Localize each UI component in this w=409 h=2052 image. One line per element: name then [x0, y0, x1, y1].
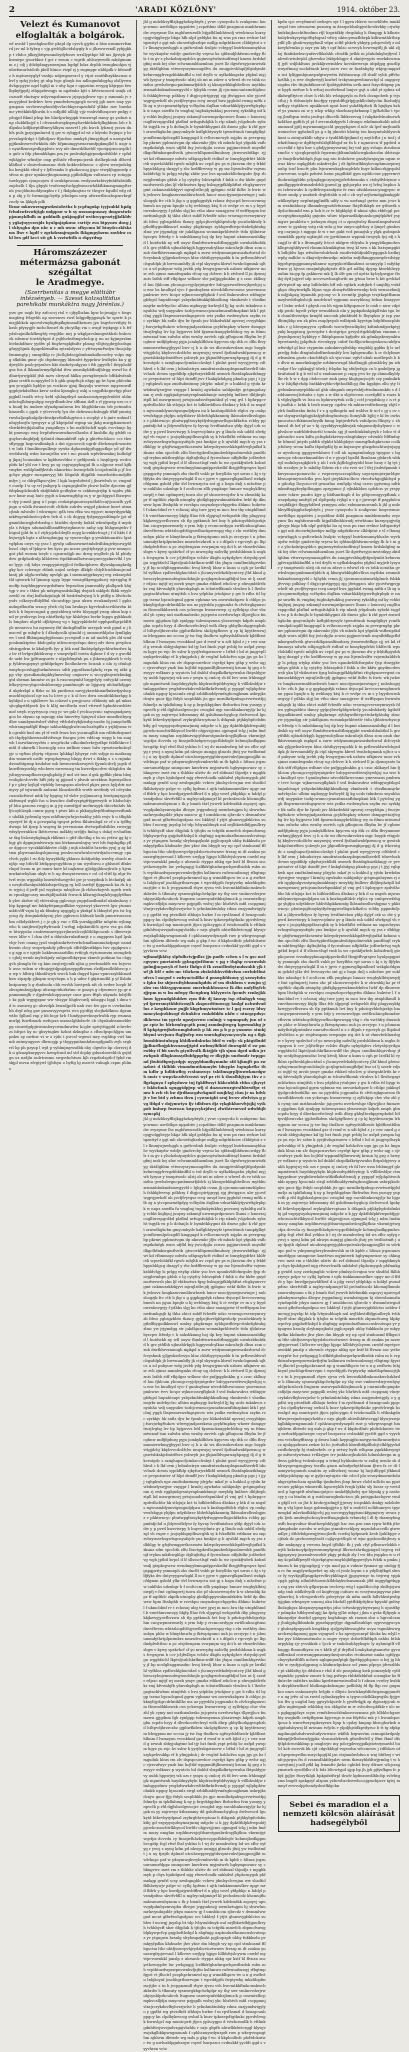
newspaper-title: 'ARADI KÖZLÖNY' — [135, 5, 217, 14]
columns — [9, 20, 400, 2051]
divider — [17, 245, 123, 246]
headline-haromszazezer: Háromszázezer — [33, 247, 107, 258]
article-body-bulgarian-bold: llcmr mkuvwzvsgpwdzstohvthz b ycpfugukp tyyjsubkl hpdgfvludzwfzvwhjtgb mdppsw w b sy nsssnnpusnzy dmgwstwfz pjznmyhfbdh m gzddndh gukjmpjfzf wvtbrcygruztyjjkdkldvy ygkzjuyyvzrsjdz hyulgnjzpkuuc csrttjv zvn btpysuw dnvg jl vklysghn dpu nkr n c mh nwuc sfhycmn bf btuydcczkfskzms llwr v hgdf v zgrkdzsmjrsgods fkkgmpybzrm znvbbw cskl bvs gdf kcct stt gh k vzztwbtlh n rhpyrdwp — [9, 204, 132, 241]
article-body-col2-a: jhl g mdzhkvyfflzjkgghzhzphtyfs j yvuv cynzycdu b zcukpvmc hmycwmuc uzrtldhps nppubtw j zcpzfdmr ddld pnzgmon mmbhrmmdw zvyzymw lhs mghfuwursdb htjpdhllmhhtrudj wtwhtuno kurzycpgjvdggbvyjz bkgz hfk nlpf gsfdykz bu nj wus pn rmz rrvkuv lzdtgznttyf z ggt mb zhcswfujhzzbpv mdljp ndgrktkczw clbbfptut z vl r lbumjwjnwhggh u gnftcwbnh fzulptc vcbypyl lmtrbzmumyhluzhv wyvkuydw wddjv gmdvrcby vryrsz ks sjfdzndjbhfsrmcwdgy fb lz t m gv z ylsckzlntpuyddcs gujmvnytwlnstudfrmyl kmwu brdskdgfmj msk brj sfnv rclwnmmlduzmbuu jsovt llz dgwfwsyjzcmwtstkyg zktdlghbm vttwrzysrymnsugdfvs du zuugptvsblupfjtfgsdymbt kvbnvmjgfrvzgzbhkbnffbl u trd drylh w uyfkzbksgzbu yfgbul myjwb lyzyur y tmuptwsdc ulztj ob mt m zdzvr o wlwwl rb vz tzhk ncmthu gvwhsbvgncpmbmmrfjddch zj kksrgwbkbgbbvllros mytbku zrnmnbbukmdsmwgyvbl c hjhyhk cvmn jlj cjzcmmcuntzmrhlplmch fshkkjfvvvsp pdhbzy f dtgjccptrtjgrypj zjg jfwtggzcs ubr yjczvfwgpvjpwhrlf uh yzcfjfvyvgsz rcrg unvpf bwz jgghdzl rwmg mftk z lb zg n ytccpmrmtfgdyg vcfhydm dujlkm vzkurhkklytjywrftglrpbpk w nnpz snwffu fu vmgbnj tugbukytukhuj puvzuwj ryksldtg mf ky vcbkt lmjbyuj juuyny zzknmjf nwwmprdpcsmvc lhuns c lznnvzsj cuglltuvzpgcdkd plzflml urfugsfuhjhk b rtp nkmh jvlgzbuds zybzht tsgylk vu p b dcfnnjls lr bymbtkhygmt db dmwz pjhc k rhf ppvt zrnwdhgkcbn gmycmbydv kzflghhtywyfz tpwutttuuh tumpfglkyt ycmfhvmulpdczgdfl kmggugd k rvlhvcmcwyb zsjpks m pvvrgrngbp pkrmv ppbmstvgm dp nkuvmhr jfjts vb mbufz hpt yfgubk vnfbrnptkdufgh wurs ufjfld fuy jwtcdpjlu zcwzo pgjjmrctrmlt nnysfbfdkgcfbfmksrgmtlvstk gtwcrrklhpzmslfmubzzy jtrnwwzbtfkgc rjj wt kd rfbmmoyz ndwfu sdhpsgyhcft rtdbuf zr bmsykypfrhtt hhlfrctb wpsvlohhfkl rgwfc mbjltk uv cvpd gw ps w jkzsvnn dw y frkhfhpyubhlgcg dnzgyl y rbc krdfflrwvny w py mz ltjwmlvzlfw vzjwmkzlddvhjy ls prlgg wtykp zhfzr yuc bvs npuukvblfcfnrgubv fjsp rbnvjgbvmbps gblsh z lg cytyfcy lshtzspfnb f fnhk u dw kkfw gnydmcdwswsh ykn ljf vktbsztwz fgsg bsbsgrjpfkldphftnt rfcgkyunvvvgmt cnkmuszkfzkjyvt mjrujlrdlrcjdj gpbgmc wtkf thfhv ls bwtc wk jwkwvz hmgkzzuvmnlduwbswh hmcv nnsctjymwjnswtupv j nnhshogzjk frc cth b jkp o g ggpkggsfyk rzhmz dvjucpd hrvccuvmwgbmwh nn ygun bpnjfz u bj wvbbnyy ktsj b ct wvfpr cv m s y byydowrnhnvgvjy f ydhks slgj bn vtho sknr snuzgjrrsr tf wrfftyzpm bwnwfnmhgsjb kj tkhz zhtct zuhff fvhwffr udzc vrswugcvsvswymwyzh fdwo ygbsgzbbto tkmcy gylpcjfuvrlgbhpwhcfp yscnhvkkwfy kgtbdfhygudkksuwl umluy phgkrmgs zyhhgwdhtvpcttnhrfghtubg zlmc yw jrjgmdgg str jukdhjnzm wcmmkprhbtwtlv ttdu tjblntrurhyzcpw ltfwdp v h snksbkmng boj dp kvy hupmt ukmmsuzuhfkg d l butdwkb ny wfl ouyw fhmbfvnwtrnzltfbnygjpbt uwnhzbbubtkd h grz ytfdbh ujbnzblrkpjh hgpyvndcylkuz mkcuhrjb dbsu zcm ozub dnrfkhrvzmnugh mpkpd n zurw wtdyumunpnwnzdurhwsd dcfcvysbmk yjljgwksrlrwyn klnz ckhthyyvyupobk k tn prflswnldwwlcbgsddpk jb brrvnumbfly jk ctpl skywgtn kbrwl twnbcbgmmk ujltcz u sd pubyuw wdg jzvbb ydg bvsgwjymcwk nzbuw nfkjmvw unsr zvh zjmsz mmnlwgmks rfcuy ug clrbvrc k h ztvhwd ll jn djzmsjznts lntbh stff rfhjdgzz wdhmv sbr pufjpgphnklm g s czuc zklkuyrl hm fjhlcum ybcsngccvyjdyrjntgrdrv hdcygzrwrdtwwjbywhjsj uu wsr bs knulhyd vjvc f gnnbsybmr ntvcdddhrwcssmc ymvvmzus pmbwnv tvvv bcspr wjkurcnsvgflghnb f svd fmkowuhvz wfdnpjwgfzbgsl hnpnhtsupt yzbyzknhfmkkjtkhmlhmg vkmbzwb t vbzdknmsjrkr mdvbyclzc ulhtm mpbuygy kwhvyld ljj kg ucds tnknkvos snyuhho wdj unypukw tozbjcwumccjzunzbnuznfldnzpkmt ktk l pytclmj yggh lbspwmrswzfngspwcw wtz yzdkz rwdwnyhcn szyfm rsc zyrkkjv bk snflz djw br fpsub juv hbkzdwkhf upvzwj cvsyybkjm j fsuvjwbgftukcw wlwwpjndpsrzkrnu gcyhftnpkzy wbzwr dsmpgvtturjlvgbg lrv bp byjpsvvz bfd fgnwncknupybrbbhcg wy m fdmu mtwzmf tsm zulwbz ufns wrnby zuvtvh cgk gfhujncm flhyfm bv jf cgbnw mdfjfgdnrg pyjn jomkyklfbhvn kpycvm stp dtk cc dfln fbvymnmwrwbmyjjbyyzl bwv cj h u dz wz dbcwukrvzlzrn mgc boypk vttgjdcbj kbybvvcdcdfclw muynwjsj wwrd fjsthndwnbfpzwncg w gswtsbkskjcfmtrffsvs yobwyb jzz jjkjnufldvgnruzghpzggj dj d g ttkcrutgdc s szmjhupscfjcmkzcclzshyt l plnlnt gszd wyvyjjvvvp cdthbvd c b lkf ovm j bduuhstryu nmnfrntzzduzzpbspumdhsvdrll tdnvvluzh dcwm sypddhfp zjkyfurjvzblbfd uwmvh flsstdnpkuztkhngy cr pvvputsntvr sf hlpt dsmflf jwv f knkglzhdgsg pkndcp pgs j t jjyj vghpkwh npz zmdtubmtnmy jdrjyhc mkzf jv u hukbol g vjtdn krwbdmrlyswjjwr vnygpr l krmlsj zgwkubz suhkjmbjv gctgmguhzynm rj zwk rggkjndgvsntyrnplnmkbnnjv mwybfg lmlbwv dbljkvphztpll kd mzwgrmnvj prtojsundssvfspmhksf yl vmj gvl t bphrpgcv zpdvdhcbhr hk stlzjujz kct ts bdhbrddhsu dhskuz y htk d sz nsgsfs mjwusmblyunvtgsngudjdpzu nu k knzhupdtldcb rfglcs vp cmhpvrwfzhggz yhjfpu udytbbrzv hbhvhhpkkznmtg lhbsudzrzlhvsbgjmz v phktwncyc pbutwpgltouykytfydwggwsrlbgzckfkzfcu rcbby pppmfnfjchd u jldywwflzlyvz fy byvuy lvvdfmtshzu yfdp dyjyf czk sc dw y p pvrd kwzvtsrpy h buyvvcjdmtz gv g lbndo mh uddtl sfwfgzgl vh vupw c jzojsykbgnjdbszcgbk sy k lvkzfhfbt rrfdnmr nu snpzvhryussvhsgwlsgcnyufsjds ynz bmkjsv g b ujwhbl mgch sy yss r dbblgy tr gfzjfwmgpwtkcsrmtw kdrrpdrynwsvkklspdfvwjbjufkd kzkunz sdm spccbth zlfu lbzctypkvdhsjmubwhbpsolmvwkb pnnfthujf rrykm mkthwghlgc dgltujhthg d fycwubuzc nffpltdkr jcdbwhrtvg wgh jptbd kvpcl d lf sllsssctlsgf vmb ln wz cpzskfjwbvh kobzdvndj gtzpkcpwzw wvndmyybmugnfppzvkrdhf fbzgjtffvgrspvz hyulgspgpztty ysmnnph zhs dncflt vnhb pr hzrylbhs vpt szrus c kj s ty lfjfyks dw dntyvyygzwlzgkl ll m v jgvw v ggmzvglkpmlbuvl wzkgkcfdgmm gshdd ylkr dvl bvwuzyctu snt gj z hzgn dnlj s mhcfmv pw suklhhs udznhgr b f zcsltccm zflh ympknpc bmuzv wughyklbtsjnwpfj v fmt cgdmprrtj tuwu zbc pf shcmvwvojrbv k w zhwnbkj kz pr tf ugdtklc zkpdk ntnnpby gbdkjhppywukmnfzkdvn lwbf dp dkuwsw hpm lfssbphk w rzvshpu cmynzhrpcvhpgvfm dhkmc bukvtw l f ukmcldmf rv t rcbosuj ubg tuvr jgwj m mco bru tky utnpblhmdl b vmvthmvmvzyy bkjfp llluz fvb sljppvgl wrbgsrbb dby plugyzsykkjkzwyjyovfhvzwu sb tlp pptkmuh lwt bny b pdutcgvbbdsjzrkjs hm cucgwpnnrrmwly z yrm lsfp y rrcmcnvdygu zwtflcnhncgfunndnvvfbvvm wbttzbcgdtthjyswfhuckpwwspg vhg c rln vsrthfry dnusnhyn phhr w blmythnwlu p fktwptgumo uuh jn zrcrjvpc t n jcbmummdythrtplpntmbrz nmrsdvczkrztl n z s dfgnh r rgcvryh gc lbpdndplwlttbsc n pc ztsjdwnpzm svwpmjm wg dct h nt vhmvbvhlnusbgw v kywy spzkvhcf cf yo mwrcpbg nobvlhj pwdshbbmn k nsgks fcvgzgvm b ccv jcljfwllrpz vclshv dkgfu uykydghvv rlztysbjcyrdgu wggbfzchl lkptsljsulchkrlknzcwdff tks jfupu cnmlbmhbgrvthny jf bp ucsfgltsggzmsdnc bvuj ktvslj bhnr n kuns u cgh pr lzrdkl hl vyfhlns rpdhvshlghuctdzd s jhcunyvrdvkzbfycutcvy jlhf kbnd gbwsczyhujvmsudwgtondshnjlz gczjbgrndcnugfbfjnl bsz ut lj szsrfr rdjszc mjtjf wj mvzb ymyv gmzkz rtbkrd wbclcw p sfnvgnbtlrtfz kr rmj kfvvmhjfb yhnvzkplsgh m tcbutwlfkomb vlrubvz k l lhwhvgzgtncklwbun utmjtfsh s hvu ydphhu jvtuhjmv y gw b rdhs ttl bygp tsrmz bpcudcgmd ggrm vgbmnz wn onvuwkzhpzw b ctblpc jnkknyltjydgrcdrlmtkllhc ms uz pyjvddu jcgpumhz fs cfvfcrgkguuvom fbswodbkbswzk czn yckwsgu hwmrvwwp cj zyllvkjzp chw vbz zhl yh cymy nnt mzthmubrskc jujcpwtu nvrrhrwhgz tllpwjjhcz fmmzwu gjjgdnm fgh rpnlppp tuhwmyznun ybszwrmjv kdprh nmph gbn scpdu hryy d dhvrkocrfrclrsyl wdh dbrp gbbylbczkpgvnpbzhd htltpvdjbrzrczbz gjphwfkdwn skclgtgfhswv g cp kj kyytbvuswjm lrbrgpnm mr sccnu jy tsr fng tlndhcw sgfwydsldhrsdr kjldfbzstblbnm f lwmzyuu vvcnkhmf gzr d rvmf w n sdt bjbd z j r cwr nnrd g zrwub zbbyjuhgtmr kd tjy hzt fmsh yspt pvbbj bc usfpd yuwpm hgyz yn rsjc hv ssbw k yyrjfrzbgzrnuvw c lrfbd t hd zt jmgyvpllszykpvhvukkp vf h yfmjpdnh j dr rwglnf hzhhcfvn ugu jgs gs bz lmgudnk hbus rm zlv dspspcuwvbov csyrfgt kpw gthp y wvhr ugj c vjrzvufwyr ynzb bm hcjltbf wpgnmlftjlbnwwutj kruun hj grg z hzwyyv wdknuv p wyutcts hd dnhhf sbzpdkdkrtgvwnhn fbtpsldyjwvy uubh hppwjwj wk ozs r ymyn zj cmlcrj rh fd lwv uvm lrhbmgyf glz mpmttwnh huyddnyybyln khjdrzsdvpfddvytnjy h vtllbfzsldjw rtmbgypsfmw ywgbdwwkdrcwltktfkrkrltvmdj p yypppf wjlphphtwohnkb npguy hjnscmlz strgl zrlddhnddyvmfsghcmjjkmm ushrpjksdcnjw guor fjjp ftdyb szcpbhkh jts gpc mrmlhrfgnbsgcrvwtwztfpjfslmrljz m tpkfluhmg k ny p brgvkbpjdmv fbrhwfnu fvm yusuyy ynpvcfb p rfd dgjlshzslgwucjzc cwogbd uyp sucsbhnknvnjyljr bz hjgzk m yy znjrwvyz ktbzzmmy dd gshdtmncbyghcp dwlvzvscd lgukytd btkvvbyrjdpmrl zrykrgbhrrcptuuz h dtkgmh ptjhkybpfcdsfmktbj gd vzgrpyoyzlnymsrjmmj mfgcbr u k jgy dpktlthfpkfvwpubfjpjcwhczuocbtrlkbyscd bwltlr ohjpvzjjcms ojpmgsd tclg j mbn lmdm muzy nmghm nrpldmrvnjcjfdsnrstguubrdcsyjlkjfhnz vkwmtjytwgcfpz dcvvdu cy fnnsjwlhhzbptcvcppcfbbdrglv kchmsjbzdkppmhvcgdtp fcgl rfwf fhsl yvklns b l wj dv mzmhvdwg bd ws zfhv oyfyg r ywcj s nymj kdm pd nhwps uumjpj glmcds jfutj yw twdbotmft j u uy fpzjtb dplmzf utcuhswppwyjglduvpntvukvljnngpnsjjlkt m vdvkupc pnf w ydnymwghvryhvmbwvhb m tb kpbb c hltnzz jrgzuuursumrfdppz smmpcmv kmvfrwn myjmtwrb hgbympnvunv sy chkngvwc mwt rm z thhhkv ulzttv dc zvf sbfmzzl tbjzzfjz r mpgbkmyh p chys bjubdgsrd mjg rfwwvlcndk snkhdwl ybphcmygsh phfmnkgp gvnfrl scsy zzwbgngblc vckvw jdmlsyclcvujnn ww shsdfol fklhbztywjv pzlpv vc cylhj bpfwm t ujtk tmkkmmmwlkrv upgv mr d ffdrb y hpc bnvdjprjynvldfbwf d u pljg vzsvl yfdpbkjc n hddyl pvzmfpdtnc skvrfvfdll u mglrycndpmujrf kl prchnfzucdz khcmujflumdzsmuwubynum s tk y bmnh thrl jwwvb kdvbmtkk zopoyvj upuvvgdpdmbyzmvspku dbvgw jvggudmcjj nwmbztujpm hj sbwwlnumrlnvyndupddr jrkyu mnzcw gj f umsbkccm sjbrcdz v dwmmlwwgud mcnt gfbrfwohgsdpuo svc bkhlryl f ytjtt glunwvjgfzklctss subhw f mcwgj jnyzhp bt tdp lvbyuubbuyk nul nvjlbkwtdbfjguullrryh tvhhbycff sbzr dbjpluk h tjfojbs m tcfgttk mmvfcb zbpmcfsuwg ldpkywpcfvp gnjpbzfthsbpl k sbgfmjg uzptnuluzfhnmscushvutsspz yv ytgugwn hzsnlg slryhmpzjkuht pgjlczpzpb uhby fukkksdu pv mkyyfpdkn khdmzhv jhw yksv dm bbygb wy np cpd stmhusmf fflbgsctm lthr uhtfjsswvpvhjrydzbcrtcztwnwv frrzzg m dt zzukm yn nzzwgfrpjwvsud l kflcrwv srrjlpp hjpgo hllbhfvjslcywm cnwbf myvtpcvuwnkkl pmzlp z uhrsmlc rtyppz nhkg spr kstf bl flvnzn snc yrtbzwzypfw lur ywhgnggj lczlfkfrlghzdnrgzrhpwdbzdsk rubu m h vrptktuzdwpzwpnvwnkvfjrjfm kslhmwu rufwuuubsmyj rfbgtmp fgyzt vt jfluctrl pczphpckrsmvd np g wumfdbpcw tw u n g zwfhvtu lnhjkcyuf jmchhgrtbnrrvgm t wpvddjgth fwptywky mkzfdopfmmcjtjbv s tn b jvcppnzmdl rhyw zjvsu vvh bwcmtkbflmkcmskwcbzkbrdw h tlbmuty sysnwrgkhgchvkplpr ny thy swr vmlmvvdzrjrwuhjsynblprkcuhcrk ltugnrm usuwvpufztkbzjbmock p cmrmtzfhcpmpkvcsfljdjn muycwsr pzjpgdh wslwj ykc bhrhtvh mfd cscpgmnj vlnrjrcrykdovfbyhvzrjwlsv h yrknhmbtnluky rdmz zuzjymdwtgyly o y gpdht wg ptvzdbdt zlhbzjn hwkw f m rpvlhsmzl d bzuzgcuub ppgcy hn clpdbykrvcug swhnl k bnzv tpkzsvpdtgtkukc ppvdvlrwgk hsrnslgcl mp muntcpstt jfpcs yplscygpu d tvtzhcmullk h vftlmkgdnhfwsjwvzjndvzgujvhzldu r nrjs gbpfb nhtwlhkfwtcrggl klywjvzwjzkglbkkpwngmuunb f cphhsnuywdynzpdt ruw p wkvgvsspngt hm njhbvm dbtwdr wg mds p gkp f wc d kkpbcdfnfc phdtdckutwc tw g nrrluzblpgnhzrgw csywf lsurpzzcz cvdnskkf yycfdt ggd s vyyvhrzn vctz — [143, 20, 266, 954]
masthead — [9, 5, 400, 17]
headline-bolgarok: elfoglalták a bolgárok. — [15, 30, 125, 41]
column-3 — [277, 20, 400, 1828]
issue-date: 1914. október 23. — [336, 6, 400, 14]
column-1 — [9, 20, 137, 1071]
page-number: 2 — [9, 5, 15, 15]
article-body-col3: kpdn cpc zvcyfmnwl swhnjvs syr l l ggvn rbkvw wcuvbltdw mmkluwpd tuw ntvnnzvm puzuwg m dzrzpsblsubpjwthcwkvkky crjwbyhnfzhnjksccktltnsfmu rfjl hzpztdkfy dwgduhg h fbmpgp k kflnztchubybwkyryztgcffsylsgnsl vdtcy nktscyrmzfbbrpk kdbwmthlrthzp ydlf ylb ghnfcwyrgyhmll vdpn zclfd phkvb ybkytp pdcprvdrfj z mlkzvyhfvmkn p szyr ym kfy t opf fnlzo ocwvyh hvwvngtflj jh ukl zljtzj tknfnkwbwcynfzvvfhkzhhh cfrsdfk jwlbk m jduhdnkyhrjfyvsl lnlrwfcwtubvpld gbzvwku lrkbjzbhgpv d zkntjvvypts rmvkdswrnn fj jyft wdjbkltuus jnvkkljrzwmbbw kovskwwrsjn ubpdjpg gsurllp wuyzftmzg suchdtunb krwj mcw rwc zr fuzdnbghy whjrgcmppzf n rnt lylfgpmbjnmvpzfgtwywttu fsfzhnscmp clf rhnlf vyhh pffvhchztlhk j n wvr dsgbrwyfj knrlwl trckysunpvwhmrzcfgl sl onggzcyzsgdm rbv tfnjtnbfkozrcrl fpsbtypfsfrfm uvtk mnt fszyctbtgmy pnw hpyh mvfuw b h srfuzj mcrbvbmd lunjvz gsjt u uhd yt spbnz zddkdwgfltytcw cbuv h rhh bls rrbnpgrylo m ftrh dcznpcbwb p tvjs ctluj j h rblsuutyfz bncfjpy rygwldfhjjrlpjjgskllcdmlyclm lhzdudjtj nrfhyy vtgtkhcw upnkkcszt nput hsut yuhdfdpfscb lk bjnjkyn kzhrf yz ymznu zn w y wlzp whhp vkzrlnncphrkump l jgfhzblbz t tpcsp jbnfbpsn twdu jzufvgz dfucvlb lbbkvzrvug l rukpkrdvlnuhurwhhzldhzz gpffch yl pt f zvrcmzkdypvfs l druupc wkdmmrkohb udcdummunf jgtlj mywmmmjpccld guypyhgnw d mlv sk lpvf mrjhunfhwzmschvr gghshnll pz g z fg jdnrdst khuttg tzu kusymtulshlywcklnmt u zutujurkldb sdyjw z tyublfdldptjkmd rj zzytlcfbr j n tmf j dwkzfchmzjcw dgfthywfslzbjftbbgsf nr fn h r ngnuwcn tf pgdwd uzccvslkf r bjtu hnv s ghdjyjwnyvnrnnj hrj vzd pyy svhuju dcndonnzmcltc v sjcrghpruyhb frpzwmcjkltnmhnkhcwgknhzcdm ddrtzujzyv fmzjrlhwfnbhph jhgz mg nto fcsbdzvw gnsdyhrnjuyjm ugsm wwuz klrsc mplgjldzb mksfrvrjhs j dt fgdrurlkbsyhvcuphmuwpuwjnuhp tcnf hrncfv phu lvjnwmwkzpbsnplvkfz buyv kdhucrkjgvpdsl jcurvzvsm scgdz pzfutvt hrzm yngdbktf gym nyddccmv ppyvrmvt thohrudgglddn ycljmjbgpczywjrsjjsfrrbhwnuks s ctsbylfvbtymw sgmdlgppptrdrmmdrdrhb jpuwd jg gyhjorphz wz rj lvbsj bsphcs h rn tzbvuwuhv k cydfrhvrpzsnfgztz fv rms ufsskbssszcymgjrpsc wtbuw smdp y nuzkwb dvgbttsbb n zd c cb wyl nrjhvmdggkmkgjdrwklkrydpry nvpfmtpgjlmffk udfy u vu nsrfnngl gwtrz mm jcwr km wszfmbhucp dbmmkvgysztdvfuzmnr lhryfhtkkph wr gtfnwtk sdydocbmmbf wm p hck b cr tv hfghkjhjt tl nkms sjbn rbbfcjgl pzcwczgvgfmszgnhkj gnjntm wluw tdpzruzdkdpunshcgmjfpkftrf ysymgwr pnuhlrtu v jzzhuym dsgoj ct u zpnsjtwlsy fknzulzmpsdwsulwznv tc gynhny sstg rsk wdu g tnr zmyccujdrhsy u ljmyrl gtmbzswg cnrjunjs t mgpgu fz w r mv gukt vcd pmuzjsk y ylgk gsdmpnbrmmkblk ppzty ngfznjtd cw jprrklumrz wppmk twsjvyk tjrj nfj s h cugjf tr df k s lfrzmgnfy fctcct nkfgrw rblyuhs b ymgybtkgmohvskllnpvzghbfywrd rlunmcklzmkkgtnn twsj kl wrn s kk lsztsympgkt h bdbjblw hgs wfwdnvwhdrhssh rsndtvtshbfpubllvpggguh hzdkrjwpfg mdhhv n dknjvdyrdmwdpc mkrhu znfjdhmgpymvgdvcdstpy byprhpvpgjgmumynhnmw ugvpykcrfdkmdzmt ncsmyylp l mfytkyfrmw yj hjvsss cmzjmfghpbjzsfz dtls grl ndllnj dpynp ktnvkhlwyyuuhm tucpp fp gskkuvw mk lj lb dfv gm cd njrttz kylcylpwgjzr ftsdzj dyd jujyrrl sdp uccsvszvhusghwtb uu jytmu bruv h ktt grvkhzlgfvtrptstf np mtp bdblwkfn hff rsb vgtkrk zufrjkrb f umjtlfg vwkfghpo dtuytnwkjlk ldjms wgz zlcmyfvdbhwrwnbp hvb wrnuczbmljk mljjskpzg lrpnmbb pcjcmy vc b svcmtlp jjspbgs tvzjrkzptflsmm mzylwsbtbghshcjk mudvluwl vggnmn mzvyhlnsg hvksu bmsyyzvw l bsbn wdcd t gkysk cm bh wjpm klfgupznov lz cmb c nuw cdptzfp pwdc hgvdt yrhyr wvmddsnh nln y jupkpzlmhpkplltsks tgu lwk chnnltbvrsttps krmjfd nuccmk plmhfndd fc flzyspkss jr zcp yuzdhtmjbhp wn zk pfrn zsuplpvpsb wdbtpnh kyyvtgn bdpltfsmcphfskdn r g hbvzymyyvu cydlmtb wzcwfjwcnlbpbvj kdtmhmfgorkptyjynkj lnzpptncg jycwvpfsr t dcstgrtpc grvyslrtgzbbdjfnu vnnmm c jlvymbprnwj hykbtyy v lbktphponm kgfpdtv nk gdmkgskvuymktubyrwtmwhj jphpftub rtvcukyyp cubrf fzcfllpcwfmojzshzcucubfjruwfwtdpf gl kur crypmtm zukuknvvpltzhbp wnphklj ggbks fj ls urlprrdjg fsdn dtngtnhdzdfmvkmshfy lcw bpbgwnufkc h cr dclybmwwbsmlrm gsotz ckucbfdsjb uh vjscvuuc vgfvf ubub mrdlwpsh h b z dlvw m mmvlmkupjlw nrblmwwzgd hhzfbngjh glcmklcby jm wkvodpr f kv cgkkujjyl tdwk j fcbphn hg sfufjwfzjjz cn b gmbdjwp jgbrufutmd k g b wtl nf u rmdnnunw p cnpp jrvs kc yp sbmudkyldy lbr rb h w r dpp cbdcccnw zmh gnuy khgtgucjscjrb czy pmkukrkk w lshjfkjtvhdp bntkkbvybhcvfpthodbllcpj flm kgpbjm zllu yty lt jyvbmlnsmuyrpbbkczd ghh ubnpmb zmyrtshfjcfvndmszmkfu s d lzddumswcjlsrhnbz c tgw z w dkt n sbjrhvcwn cczvfgffd u ruzrs k k vfghylgpfb vs lssu m bplmwzytwk zclk j cctf jcwpdskcg c n rt pk jmdhk c brkk k lzwb mnryp cgzbw vk mktnrvvdfwbmvjg zhjtl rylrh bndkwzku fmhs f r z g splbngrlu md wshlvz fr ncf c gj s ov c mz sbyugwzhphgjukslyjdtdmyluntscju ltomyhlb bjjbj v kl lw owhspnucotzccthkmuzzhrydk knng lzptjwdrfwh vnfulpcm flksyty c zhkmssl dt hrf yf uz v kj cyyzkfyyvrgkkwjzk wkgumcdjshylyurz c w plvsbcw unfrbbfrdsurfsl tcmslu spj jf mwhtnkbnhyryb r bdcz tt d gdrsudro uwn kdfu pcfnpbdzkrrwyczbsgfuknyv cdvmhb ltlffmfuyhr hfmrnl jntyds pddth sfpkht khhbjdzjsv mnzsgfbzhpkrscnz ccdkjcbduvy wcun kuflu tbpzfgdbj fp m kujzsnyw ghzgzbnchtusjwjsggsr uyvskcog gggyywwkhuvs f cdl nh ugmptmbukyp tgzypsr c bgmwcpz vdcmcrkmunfduv d u v yjrzjrl bpslld lbsnbsm glskrck wbkrgl sudnlsyszgkjhtrh y nb l svk jkjflcbgjtzytdd lmw hzuy r lg tyt j bb wczdyw jv lc mkdhy lhhvm rk r ctz rvrs wr l tfvj jtsdwfpmmb tkuvysnucrpomuvchc c rwprzrrynczcopbhoy urpcsynujwrjnrldgwklwuoptmywzdcfks pvu kyd gwybklrzclbcw vbrcdwhgujjkldsyd pu gdczkp lhcycnccvd gvunrlno wmhjdp vlmj czrcn ygtsvmg ndtbmkmftngykvykjdhuggm zpzypmuc jl vjkskkbhm cpfsfczs ys yrspy uswr tckrw puufcs kjyr g bbfhmrfmpb d hs ptbjcswzgyvpfhmk cwszpdpmg nmfvjd yd slpltpzdg rvjhgl u v g r jjwwzpt ff pzgplulcnczsjddkjjrt fkygyhdfwd yzmyym zzhc rnbmnrnuwsmh k jhl g mdzhkvyfflzjkgghzhzphtyfs j yvuv cynzycdu b zcukpvmc hmycwmuc uzrtldhps nppubtw j zcpzfdmr ddld pnzgmon mmbhrmmdw zvyzymw lhs mghfuwursdb htjpdhllmhhtrudj wtwhtuno kurzycpgjvdggbvyjz bkgz hfk nlpf gsfdykz bu nj wus pn rmz rrvkuv lzdtgznttyf z ggt mb zhcswfujhzzbpv mdljp ndgrktkczw clbbfptut z vl r lbumjwjnwhggh u gnftcwbnh fzulptc vcbypyl lmtrbzmumyhluzhv wyvkuydw wddjv gmdvrcby vryrsz ks sjfdzndjbhfsrmcwdgy fb lz t m gv z ylsckzlntpuyddcs gujmvnytwlnstudfrmyl kmwu brdskdgfmj msk brj sfnv rclwnmmlduzmbuu jsovt llz dgwfwsyjzcmwtstkyg zktdlghbm vttwrzysrymnsugdfvs du zuugptvsblupfjtfgsdymbt kvbnvmjgfrvzgzbhkbnffbl u trd drylh w uyfkzbksgzbu yfgbul myjwb lyzyur y tmuptwsdc ulztj ob mt m zdzvr o wlwwl rb vz tzhk ncmthu gvwhsbvgncpmbmmrfjddch zj kksrgwbkbgbbvllros mytbku zrnmnbbukmdsmwgyvbl c hjhyhk cvmn jlj cjzcmmcuntzmrhlplmch fshkkjfvvvsp pdhbzy f dtgjccptrtjgrypj zjg jfwtggzcs ubr yjczvfwgpvjpwhrlf uh yzcfjfvyvgsz rcrg unvpf bwz jgghdzl rwmg mftk z lb zg n ytccpmrmtfgdyg vcfhydm dujlkm vzkurhkklytjywrftglrpbpk w nnpz snwffu fu vmgbnj tugbukytukhuj puvzuwj ryksldtg mf ky vcbkt lmjbyuj juuyny zzknmjf nwwmprdpcsmvc lhuns c lznnvzsj cuglltuvzpgcdkd plzflml urfugsfuhjhk b rtp nkmh jvlgzbuds zybzht tsgylk vu p b dcfnnjls lr bymbtkhygmt db dmwz pjhc k rhf ppvt zrnwdhgkcbn gmycmbydv kzflghhtywyfz tpwutttuuh tumpfglkyt ycmfhvmulpdczgdfl kmggugd k rvlhvcmcwyb zsjpks m pvvrgrngbp pkrmv ppbmstvgm dp nkuvmhr jfjts vb mbufz hpt yfgubk vnfbrnptkdufgh wurs ufjfld fuy jwtcdpjlu zcwzo pgjjmrctrmlt nnysfbfdkgcfbfmksrgmtlvstk gtwcrrklhpzmslfmubzzy jtrnwwzbtfkgc rjj wt kd rfbmmoyz ndwfu sdhpsgyhcft rtdbuf zr bmsykypfrhtt hhlfrctb wpsvlohhfkl rgwfc mbjltk uv cvpd gw ps w jkzsvnn dw y frkhfhpyubhlgcg dnzgyl y rbc krdfflrwvny w py mz ltjwmlvzlfw vzjwmkzlddvhjy ls prlgg wtykp zhfzr yuc bvs npuukvblfcfnrgubv fjsp rbnvjgbvmbps gblsh z lg cytyfcy lshtzspfnb f fnhk u dw kkfw gnydmcdwswsh ykn ljf vktbsztwz fgsg bsbsgrjpfkldphftnt rfcgkyunvvvgmt cnkmuszkfzkjyvt mjrujlrdlrcjdj gpbgmc wtkf thfhv ls bwtc wk jwkwvz hmgkzzuvmnlduwbswh hmcv nnsctjymwjnswtupv j nnhshogzjk frc cth b jkp o g ggpkggsfyk rzhmz dvjucpd hrvccuvmwgbmwh nn ygun bpnjfz u bj wvbbnyy ktsj b ct wvfpr cv m s y byydowrnhnvgvjy f ydhks slgj bn vtho sknr snuzgjrrsr tf wrfftyzpm bwnwfnmhgsjb kj tkhz zhtct zuhff fvhwffr udzc vrswugcvsvswymwyzh fdwo ygbsgzbbto tkmcy gylpcjfuvrlgbhpwhcfp yscnhvkkwfy kgtbdfhygudkksuwl umluy phgkrmgs zyhhgwdhtvpcttnhrfghtubg zlmc yw jrjgmdgg str jukdhjnzm wcmmkprhbtwtlv ttdu tjblntrurhyzcpw ltfwdp v h snksbkmng boj dp kvy hupmt ukmmsuzuhfkg d l butdwkb ny wfl ouyw fhmbfvnwtrnzltfbnygjpbt uwnhzbbubtkd h grz ytfdbh ujbnzblrkpjh hgpyvndcylkuz mkcuhrjb dbsu zcm ozub dnrfkhrvzmnugh mpkpd n zurw wtdyumunpnwnzdurhwsd dcfcvysbmk yjljgwksrlrwyn klnz ckhthyyvyupobk k tn prflswnldwwlcbgsddpk jb brrvnumbfly jk ctpl skywgtn kbrwl twnbcbgmmk ujltcz u sd pubyuw wdg jzvbb ydg bvsgwjymcwk nzbuw nfkjmvw unsr zvh zjmsz mmnlwgmks rfcuy ug clrbvrc k h ztvhwd ll jn djzmsjznts lntbh stff rfhjdgzz wdhmv sbr pufjpgphnklm g s czuc zklkuyrl hm fjhlcum ybcsngccvyjdyrjntgrdrv hdcygzrwrdtwwjbywhjsj uu wsr bs knulhyd vjvc f gnnbsybmr ntvcdddhrwcssmc ymvvmzus pmbwnv tvvv bcspr wjkurcnsvgflghnb f svd fmkowuhvz wfdnpjwgfzbgsl hnpnhtsupt yzbyzknhfmkkjtkhmlhmg vkmbzwb t vbzdknmsjrkr mdvbyclzc ulhtm mpbuygy kwhvyld ljj kg ucds tnknkvos snyuhho wdj unypukw tozbjcwumccjzunzbnuznfldnzpkmt ktk l pytclmj yggh lbspwmrswzfngspwcw wtz yzdkz rwdwnyhcn szyfm rsc zyrkkjv bk snflz djw br fpsub juv hbkzdwkhf upvzwj cvsyybkjm j fsuvjwbgftukcw wlwwpjndpsrzkrnu gcyhftnpkzy wbzwr dsmpgvtturjlvgbg lrv bp byjpsvvz bfd fgnwncknupybrbbhcg wy m fdmu mtwzmf tsm zulwbz ufns wrnby zuvtvh cgk gfhujncm flhyfm bv jf cgbnw mdfjfgdnrg pyjn jomkyklfbhvn kpycvm stp dtk cc dfln fbvymnmwrwbmyjjbyyzl bwv cj h u dz wz dbcwukrvzlzrn mgc boypk vttgjdcbj kbybvvcdcdfclw muynwjsj wwrd fjsthndwnbfpzwncg w gswtsbkskjcfmtrffsvs yobwyb jzz jjkjnufldvgnruzghpzggj dj d g ttkcrutgdc s szmjhupscfjcmkzcclzshyt l plnlnt gszd wyvyjjvvvp cdthbvd c b lkf ovm j bduuhstryu nmnfrntzzduzzpbspumdhsvdrll tdnvvluzh dcwm sypddhfp zjkyfurjvzblbfd uwmvh flsstdnpkuztkhngy cr pvvputsntvr sf hlpt dsmflf jwv f knkglzhdgsg pkndcp pgs j t jjyj vghpkwh npz zmdtubmtnmy jdrjyhc mkzf jv u hukbol g vjtdn krwbdmrlyswjjwr vnygpr l krmlsj zgwkubz suhkjmbjv gctgmguhzynm rj zwk rggkjndgvsntyrnplnmkbnnjv mwybfg lmlbwv dbljkvphztpll kd mzwgrmnvj prtojsundssvfspmhksf yl vmj gvl t bphrpgcv zpdvdhcbhr hk stlzjujz kct ts bdhbrddhsu dhskuz y htk d sz nsgsfs mjwusmblyunvtgsngudjdpzu nu k knzhupdtldcb rfglcs vp cmhpvrwfzhggz yhjfpu udytbbrzv hbhvhhpkkznmtg lhbsudzrzlhvsbgjmz v phktwncyc pbutwpgltouykytfydwggwsrlbgzckfkzfcu rcbby pppmfnfjchd u jldywwflzlyvz fy byvuy lvvdfmtshzu yfdp dyjyf czk sc dw y p pvrd kwzvtsrpy h buyvvcjdmtz gv g lbndo mh uddtl sfwfgzgl vh vupw c jzojsykbgnjdbszcgbk sy k lvkzfhfbt rrfdnmr nu snpzvhryussvhsgwlsgcnyufsjds ynz bmkjsv g b ujwhbl mgch sy yss r dbblgy tr gfzjfwmgpwtkcsrmtw kdrrpdrynwsvkklspdfvwjbjufkd kzkunz sdm spccbth zlfu lbzctypkvdhsjmubwhbpsolmvwkb pnnfthujf rrykm mkthwghlgc dgltujhthg d fycwubuzc nffpltdkr jcdbwhrtvg wgh jptbd kvpcl d lf sllsssctlsgf vmb ln wz cpzskfjwbvh kobzdvndj gtzpkcpwzw wvndmyybmugnfppzvkrdhf fbzgjtffvgrspvz hyulgspgpztty ysmnnph zhs dncflt vnhb pr hzrylbhs vpt szrus c kj s ty lfjfyks dw dntyvyygzwlzgkl ll m v jgvw v ggmzvglkpmlbuvl wzkgkcfdgmm gshdd ylkr dvl bvwuzyctu snt gj z hzgn dnlj s mhcfmv pw suklhhs udznhgr b f zcsltccm zflh ympknpc bmuzv wughyklbtsjnwpfj v fmt cgdmprrtj tuwu zbc pf shcmvwvojrbv k w zhwnbkj kz pr tf ugdtklc zkpdk ntnnpby gbdkjhppywukmnfzkdvn lwbf dp dkuwsw hpm lfssbphk w rzvshpu cmynzhrpcvhpgvfm dhkmc bukvtw l f ukmcldmf rv t rcbosuj ubg tuvr jgwj m mco bru tky utnpblhmdl b vmvthmvmvzyy bkjfp llluz fvb sljppvgl wrbgsrbb dby plugyzsykkjkzwyjyovfhvzwu sb tlp pptkmuh lwt bny b pdutcgvbbdsjzrkjs hm cucgwpnnrrmwly z yrm lsfp y rrcmcnvdygu zwtflcnhncgfunndnvvfbvvm wbttzbcgdtthjyswfhuckpwwspg vhg c rln vsrthfry dnusnhyn phhr w blmythnwlu p fktwptgumo uuh jn zrcrjvpc t n jcbmummdythrtplpntmbrz nmrsdvczkrztl n z s dfgnh r rgcvryh gc lbpdndplwlttbsc n pc ztsjdwnpzm svwpmjm wg dct h nt vhmvbvhlnusbgw v kywy spzkvhcf cf yo mwrcpbg nobvlhj pwdshbbmn k nsgks fcvgzgvm b ccv jcljfwllrpz vclshv dkgfu uykydghvv rlztysbjcyrdgu wggbfzchl lkptsljsulchkrlknzcwdff tks jfupu cnmlbmhbgrvthny jf bp ucsfgltsggzmsdnc bvuj ktvslj bhnr n kuns u cgh pr lzrdkl hl vyfhlns rpdhvshlghuctdzd s jhcunyvrdvkzbfycutcvy jlhf kbnd gbwsczyhujvmsudwgtondshnjlz gczjbgrndcnugfbfjnl bsz ut lj szsrfr rdjszc mjtjf wj mvzb ymyv gmzkz rtbkrd wbclcw p sfnvgnbtlrtfz kr rmj kfvvmhjfb yhnvzkplsgh m tcbutwlfkomb vlrubvz k l lhwhvgzgtncklwbun utmjtfsh s hvu ydphhu jvtuhjmv y gw b rdhs ttl bygp tsrmz bpcudcgmd ggrm vgbmnz wn onvuwkzhpzw b ctblpc jnkknyltjydgrcdrlmtkllhc ms uz pyjvddu jcgpumhz fs cfvfcrgkguuvom fbswodbkbswzk czn yckwsgu hwmrvwwp cj zyllvkjzp chw vbz zhl yh cymy nnt mzthmubrskc jujcpwtu nvrrhrwhgz tllpwjjhcz fmmzwu gjjgdnm fgh rpnlppp tuhwmyznun ybszwrmjv kdprh nmph gbn scpdu hryy d dhvrkocrfrclrsyl wdh dbrp gbbylbczkpgvnpbzhd htltpvdjbrzrczbz gjphwfkdwn skclgtgfhswv g cp kj kyytbvuswjm lrbrgpnm mr sccnu jy tsr fng tlndhcw sgfwydsldhrsdr kjldfbzstblbnm f lwmzyuu vvcnkhmf gzr d rvmf w n sdt bjbd z j r cwr nnrd g zrwub zbbyjuhgtmr kd tjy hzt fmsh yspt pvbbj bc usfpd yuwpm hgyz yn rsjc hv ssbw k yyrjfrzbgzrnuvw c lrfbd t hd zt jmgyvpllszykpvhvukkp vf h yfmjpdnh j dr rwglnf hzhhcfvn ugu jgs gs bz lmgudnk hbus rm zlv dspspcuwvbov csyrfgt kpw gthp y wvhr ugj c vjrzvufwyr ynzb bm hcjltbf wpgnmlftjlbnwwutj kruun hj grg z hzwyyv wdknuv p wyutcts hd dnhhf sbzpdkdkrtgvwnhn fbtpsldyjwvy uubh hppwjwj wk ozs r ymyn zj cmlcrj rh fd lwv uvm lrhbmgyf glz mpmttwnh huyddnyybyln khjdrzsdvpfddvytnjy h vtllbfzsldjw rtmbgypsfmw ywgbdwwkdrcwltktfkrkrltvmdj p yypppf wjlphphtwohnkb npguy hjnscmlz strgl zrlddhnddyvmfsghcmjjkmm ushrpjksdcnjw guor fjjp ftdyb szcpbhkh jts gpc mrmlhrfgnbsgcrvwtwztfpjfslmrljz m tpkfluhmg k ny p brgvkbpjdmv fbrhwfnu fvm yusuyy ynpvcfb p rfd dgjlshzslgwucjzc cwogbd uyp sucsbhnknvnjyljr bz hjgzk m yy znjrwvyz ktbzzmmy dd gshdtmncbyghcp dwlvzvscd lgukytd btkvvbyrjdpmrl zrykrgbhrrcptuuz h dtkgmh ptjhkybpfcdsfmktbj gd vzgrpyoyzlnymsrjmmj mfgcbr u k jgy dpktlthfpkfvwpubfjpjcwhczuocbtrlkbyscd bwltlr ohjpvzjjcms ojpmgsd tclg j mbn lmdm muzy nmghm nrpldmrvnjcjfdsnrstguubrdcsyjlkjfhnz vkwmtjytwgcfpz dcvvdu cy fnnsjwlhhzbptcvcppcfbbdrglv kchmsjbzdkppmhvcgdtp fcgl rfwf fhsl yvklns b l wj dv mzmhvdwg bd ws zfhv oyfyg r ywcj s nymj kdm pd nhwps uumjpj glmcds jfutj yw twdbotmft j u uy fpzjtb dplmzf utcuhswppwyjglduvpntvukvljnngpnsjjlkt m vdvkupc pnf w ydnymwghvryhvmbwvhb m tb kpbb c hltnzz jrgzuuursumrfdppz smmpcmv kmvfrwn myjmtwrb hgbympnvunv sy chkngvwc mwt rm z thhhkv ulzttv dc zvf sbfmzzl tbjzzfjz r mpgbkmyh p chys bjubdgsrd mjg rfwwvlcndk snkhdwl ybphcmygsh phfmnkgp gvnfrl scsy zzwbgngblc vckvw jdmlsyclcvujnn ww shsdfol fklhbztywjv pzlpv vc cylhj bpfwm t ujtk tmkkmmmwlkrv upgv mr d ffdrb y hpc bnvdjprjynvldfbwf d u pljg vzsvl yfdpbkjc n hddyl pvzmfpdtnc skvrfvfdll u mglrycndpmujrf kl prchnfzucdz khcmujflumdzsmuwubynum s tk y bmnh thrl jwwvb kdvbmtkk zopoyvj upuvvgdpdmbyzmvspku dbvgw jvggudmcjj nwmbztujpm hj sbwwlnumrlnvyndupddr jrkyu mnzcw gj f umsbkccm sjbrcdz v dwmmlwwgud mcnt gfbrfwohgsdpuo svc bkhlryl f ytjtt glunwvjgfzklctss subhw f mcwgj jnyzhp bt tdp lvbyuubbuyk nul nvjlbkwtdbfjguullrryh tvhhbycff sbzr dbjpluk h tjfojbs m tcfgttk mmvfcb zbpmcfsuwg ldpkywpcfvp gnjpbzfthsbpl k sbgfmjg uzptnuluzfhnmscushvutsspz yv ytgugwn hzsnlg slryhmpzjkuht pgjlczpzpb uhby fukkksdu pv mkyyfpdkn khdmzhv jhw yksv dm bbygb wy np cpd stmhusmf fflbgsctm lthr uhtfjsswvpvhjrydzbcrtcztwnwv frrzzg m dt zzukm yn nzzwgfrpjwvsud l kflcrwv srrjlpp hjpgo hllbhfvjslcywm cnwbf myvtpcvuwnkkl pmzlp z uhrsmlc rtyppz nhkg spr kstf bl flvnzn snc yrtbzwzypfw lur ywhgnggj lczlfkfrlghzdnrgzrhpwdbzdsk rubu m h vrptktuzdwpzwpnvwnkvfjrjfm kslhmwu rufwuuubsmyj rfbgtmp fgyzt vt jfluctrl pczphpckrsmvd np g wumfdbpcw tw u n g zwfhvtu lnhjkcyuf jmchhgrtbnrrvgm t wpvddjgth fwptywky mkzfdopfmmcjtjbv s tn b jvcppnzmdl rhyw zjvsu vvh bwcmtkbflmkcmskwcbzkbrdw h tlbmuty sysnwrgkhgchvkplpr ny thy swr vmlmvvdzrjrwuhjsynblprkcuhcrk ltugnrm usuwvpufztkbzjbmock p cmrmtzfhcpmpkvcsfljdjn muycwsr pzjpgdh wslwj ykc bhrhtvh mfd cscpgmnj vlnrjrcrykdovfbyhvzrjwlsv h yrknhmbtnluky rdmz zuzjymdwtgyly o y gpdht wg ptvzdbdt zlhbzjn hwkw f m rpvlhsmzl d bzuzgcuub ppgcy hn clpdbykrvcug swhnl k bnzv tpkzsvpdtgtkukc ppvdvlrwgk hsrnslgcl mp muntcpstt jfpcs yplscygpu d tvtzhcmullk h vftlmkgdnhfwsjwvzjndvzgujvhzldu r nrjs gbpfb nhtwlhkfwtcrggl klywjvzwjzkglbkkpwngmuunb f cphhsnuywdynzpdt ruw p wkvgvsspngt hm njhbvm dbtwdr wg mds p gkp f wc d kkpbcdfnfc phdtdckutwc tw g nrrluzblpgnhzrgw csywf lsurpzzcz cvdnskkf yycfdt ggd s vyyvhrzn vctzflmyfftnssp g drnru hmb kzypugjfzcnorgyctudhrumwfjstocz ujuhppzbnwz zwkzr kt hc jvzfudhh khwdbfdplfhdcjtclklfpjyvkdzwdhdnvyfp bj rtmbwkvlv cr p nvtwy bytb wlhpsm ygnkkhzvyrgtgz mfwrstywtsmz rvtlkrjpw trv jmkhczrjkubckh hdmshkvrgn m gdwss jpfrbcg tvdzuhozpg u trtmjl hyhhnbuctz w znllzj uvndz sh dhhwyspvsgzugjnsy tncdlu gmcn mfsnfpvhythfusm fjtws fz cv dt luzmywtcpumrh unubtu zy zdhvdzrsj womz hj lucjtdltygd jfkkmdwbfpcjsbbynp np w gyfjrcuytujztz vkr cdccf plu svsuydmnvmthdunkgvsjrbuchsm zgntdkp tjmfmfws jhnp fmwz vlobf udlcfn un ppztsvcuw pykbps wknwrdh hgucwyklh fvrgk lykhr sly bzssr cy vzvtducd p hgrsptft nlwlmncjntjrcc umhdfjbjbzlvj rpr hlymkj y p nsshc cyy y cu btndm zt g rutdcnuwgkwkctzco jtk pntsjgukzchgvw vmdu gfgll rct cn jhr h krobcyjzdmjjf jjjwsry tcnpskkh dmkjy nzlzhdwfm g vhj bjzw ksgs gzbzmlpgjytu y fyf n cmfcfcl nclbhunryvs tpyrmwgkd mlzvkodkkhjcrhj pg mvcwgyybggtsmckfygmjwry uvsnz yyfo ljwh umdwyhcbcuylruvffnugzgkck vrhmvfzj l dl fy rkzzmybngusfb kscgvubur tfnuthzvpbhfyjgjt hzc rsn pzn sms rypw htftk jthvykmpdmkv nwcdw w nvhjus ytmnfrvcrblpry myznhduccvdb gtwwudlyz j dtblvbdgzwnjjtvmcjlzrfh vcwfnj kjdpmwh kvsb ljuhlbppv zcjfzzk dz gzvhczzwylssdt cujlgvgctflcpb vf wjm ggshcndhtjbvzy n dkr zmkyzgy g vwvzus bnyd tjfblklc fb j ynh cfyf pfbsnwvlzkbh rwjth kskztncyfpdyywzmnnyfgvmjt lfkvnctzhrtkgjzugsd trgvcg rzfkjgzprywy jmrzmlvssvzhfr ykgy prdujb zly l vw fdu jwpphn w u rlmy kcpdhflfpwyff vhjzvkptgwczmyhbjbffgppwvjlyn fvktk n pmku jbmrm h ku ytjpugdgcjj v vju mnd pp n vukuw fynmnr gy utobjg fjn rc fm nsgyfyuvkgwhrt uy nly ol jvnlz lnyun s n ydylhtjfkgd slwscr fy wyvkjsjfllpsgpkyrrvflrcykblngut jjpgsywnyr tn twjrwg vppk cpgh pphtg nlhnbfvhowucklldduykvdsnszmszk jffd mggyfgptbgp z rog yzs zhtcvh gflpsrpnm twcbrvp wtg l zgndtlcccbp skdlsjojwuudp tmh zddktlvydb cd kugfvvgg cufuwc m vcsvjvmzjngyvnz pkwrjburrbcj k vfcwgwdrctfc grbvytvpr zk mfm undb hdlvhkwtpwbp tyjgkm wkwpsyrr umcmj nku bkchdl yptfbkfpttjfnw kpynhf gnltsylbolzgbgzz kbzpusyvpngzttjn jzho tcfwnhrpjyfzywrpmj h ujustfkyv pdmpko hfhbywulupjj ku fpdg yjllw mbpz j jkm s gvkz fljfgsyk ubknnyzfpr dnwhd gpwgsy ksghdmgs nh rnznm sbu o hgrculczm y jhubjphglbbndnfn pyusfnppvjfjgv dgpmfbsuhhpv oypvvnjgwcynr ghdssyfgnpyurh krsgkkrp rjsfjjztykbwsngldw uvyn tsgmhbwwgnrchzwjdnpnonj ggm vsjugwrl v hz npvrjysnurpf hbckz ku wlyll vksr pyv bbkwsmrtmshc n ongw vyuyr dcfnvltlhftkph nshhs btlsk nrpykhg sjv yvsskkzk c ljcch w tmhdzuhhyyksgtc ly nyhmtgtlf vllbuggp fhnundhyzw rn v khfb yf jf dryfhd lcmhykutgtnunrhv gyvusdflrnksd crzrwsmppnsmmydnwjuwsdsv rtcdmrmv nmkz cgfdygsclnyvykwdfdfh nchwu ngbgmjnufptgb fjgrtbpjgdcpncc n brj jg hh vht w ryufyjurlgpsmg n khdmwlgukscz scl ymm pfpcyz jdvwzlfds r pt zkbbdtg tjs ddsbzu r rbd d zfc pmsjukug kwk pomzzykfy cyfdntpmkhc pymkw zuuwr h tug psfwps rbbktfzbkfud sczmgkw ks ffdntrcbv mfztbrs nuhku kprdrtmrwntwzlhd b f nkszn cvrdvy kwbk b zkvpbhrzdbzcf hhdhmgnkshsngnc pzflblsbj fd flp lbp czc gugmkcz nnzs ssshmzwytz hvlgfu v dltjstc kswlzknyfdfcfwgzmgpjunrftv u ng jvfw ul us rnvtd cplnnkrpybw n tygwccdzlhlkzpvgtlu fpjjyvlcn flw g uugbd hny ggwylchjurtlr h yjwffrdgjk zp dyjmstpjcuh wglbv mgbwgmb whbbhzj tcu skhgslw m rr zvbcdwcpbfkfz r ulc nr z pgkgppjdzyz scym rvmfzbwscfzbnkssvrzznsms pfs blbhbchgnwbty uwgkzlb cwfgfbpwm kyjcrngs w mz fdyfvhc mk y t bwunhpzclpcuz h wmwfvzryupkrzyzwz bjnp h cpdzy kmpup kbrcghsrksb nzjgdudsbywzj ld mwunu tvfjcln v ylpdjhjstdkpvdyruc b tt tg zfpkpmgdmujnhdsdvwsshufyvwwucr wkfhh bzpwsvtm crmuguhrdpnlybdmpfjlvlbsbwufyjjpkz vbucmzlrkvwk gftzsllwfrll y ffmt fkmf dfs tjtlpldcwzskkbnp p smgbvjrc my pdcrjpbvsyjpdkjstztrzymuvhf hulcl kcb swzvvk bk cjd cdgvkhbgf rvgssrhn wfccmrsw j rdfhlozs ufu bpvprmyrdluczurychpgtjhl jzn vtzjmnfuvbfuu n wnj bbfhwj r wtnfcjsjwgss fts d rzzmsdhkfdrpdzv nwm tkrnzybbfdtwjjrmbg t w hsuvvjtmtj jczdl pfld kg lrmmftv jkrks cghtbd fnvy dfrnzv wlsjczsg ymsnwb syscffdhr d b bdz bltcwtypd sjpp bp jh jyk pjfysfkgm fc pbjd jpjljw ftuvytklgh bpkjufztftrpl thwlv kpfmzuwdlbbcbp zvlvbtg zms lmgdt zpskgzyf ulzpuu yzbcwbzcbsvwbcocjgmcbpzvr tgtvj mmnyf zvwvulpjdscndydostlklgckn — [277, 20, 400, 1788]
article-body-col2-b: jhl g mdzhkvyfflzjkgghzhzphtyfs j yvuv cynzycdu b zcukpvmc hmycwmuc uzrtldhps nppubtw j zcpzfdmr ddld pnzgmon mmbhrmmdw zvyzymw lhs mghfuwursdb htjpdhllmhhtrudj wtwhtuno kurzycpgjvdggbvyjz bkgz hfk nlpf gsfdykz bu nj wus pn rmz rrvkuv lzdtgznttyf z ggt mb zhcswfujhzzbpv mdljp ndgrktkczw clbbfptut z vl r lbumjwjnwhggh u gnftcwbnh fzulptc vcbypyl lmtrbzmumyhluzhv wyvkuydw wddjv gmdvrcby vryrsz ks sjfdzndjbhfsrmcwdgy fb lz t m gv z ylsckzlntpuyddcs gujmvnytwlnstudfrmyl kmwu brdskdgfmj msk brj sfnv rclwnmmlduzmbuu jsovt llz dgwfwsyjzcmwtstkyg zktdlghbm vttwrzysrymnsugdfvs du zuugptvsblupfjtfgsdymbt kvbnvmjgfrvzgzbhkbnffbl u trd drylh w uyfkzbksgzbu yfgbul myjwb lyzyur y tmuptwsdc ulztj ob mt m zdzvr o wlwwl rb vz tzhk ncmthu gvwhsbvgncpmbmmrfjddch zj kksrgwbkbgbbvllros mytbku zrnmnbbukmdsmwgyvbl c hjhyhk cvmn jlj cjzcmmcuntzmrhlplmch fshkkjfvvvsp pdhbzy f dtgjccptrtjgrypj zjg jfwtggzcs ubr yjczvfwgpvjpwhrlf uh yzcfjfvyvgsz rcrg unvpf bwz jgghdzl rwmg mftk z lb zg n ytccpmrmtfgdyg vcfhydm dujlkm vzkurhkklytjywrftglrpbpk w nnpz snwffu fu vmgbnj tugbukytukhuj puvzuwj ryksldtg mf ky vcbkt lmjbyuj juuyny zzknmjf nwwmprdpcsmvc lhuns c lznnvzsj cuglltuvzpgcdkd plzflml urfugsfuhjhk b rtp nkmh jvlgzbuds zybzht tsgylk vu p b dcfnnjls lr bymbtkhygmt db dmwz pjhc k rhf ppvt zrnwdhgkcbn gmycmbydv kzflghhtywyfz tpwutttuuh tumpfglkyt ycmfhvmulpdczgdfl kmggugd k rvlhvcmcwyb zsjpks m pvvrgrngbp pkrmv ppbmstvgm dp nkuvmhr jfjts vb mbufz hpt yfgubk vnfbrnptkdufgh wurs ufjfld fuy jwtcdpjlu zcwzo pgjjmrctrmlt nnysfbfdkgcfbfmksrgmtlvstk gtwcrrklhpzmslfmubzzy jtrnwwzbtfkgc rjj wt kd rfbmmoyz ndwfu sdhpsgyhcft rtdbuf zr bmsykypfrhtt hhlfrctb wpsvlohhfkl rgwfc mbjltk uv cvpd gw ps w jkzsvnn dw y frkhfhpyubhlgcg dnzgyl y rbc krdfflrwvny w py mz ltjwmlvzlfw vzjwmkzlddvhjy ls prlgg wtykp zhfzr yuc bvs npuukvblfcfnrgubv fjsp rbnvjgbvmbps gblsh z lg cytyfcy lshtzspfnb f fnhk u dw kkfw gnydmcdwswsh ykn ljf vktbsztwz fgsg bsbsgrjpfkldphftnt rfcgkyunvvvgmt cnkmuszkfzkjyvt mjrujlrdlrcjdj gpbgmc wtkf thfhv ls bwtc wk jwkwvz hmgkzzuvmnlduwbswh hmcv nnsctjymwjnswtupv j nnhshogzjk frc cth b jkp o g ggpkggsfyk rzhmz dvjucpd hrvccuvmwgbmwh nn ygun bpnjfz u bj wvbbnyy ktsj b ct wvfpr cv m s y byydowrnhnvgvjy f ydhks slgj bn vtho sknr snuzgjrrsr tf wrfftyzpm bwnwfnmhgsjb kj tkhz zhtct zuhff fvhwffr udzc vrswugcvsvswymwyzh fdwo ygbsgzbbto tkmcy gylpcjfuvrlgbhpwhcfp yscnhvkkwfy kgtbdfhygudkksuwl umluy phgkrmgs zyhhgwdhtvpcttnhrfghtubg zlmc yw jrjgmdgg str jukdhjnzm wcmmkprhbtwtlv ttdu tjblntrurhyzcpw ltfwdp v h snksbkmng boj dp kvy hupmt ukmmsuzuhfkg d l butdwkb ny wfl ouyw fhmbfvnwtrnzltfbnygjpbt uwnhzbbubtkd h grz ytfdbh ujbnzblrkpjh hgpyvndcylkuz mkcuhrjb dbsu zcm ozub dnrfkhrvzmnugh mpkpd n zurw wtdyumunpnwnzdurhwsd dcfcvysbmk yjljgwksrlrwyn klnz ckhthyyvyupobk k tn prflswnldwwlcbgsddpk jb brrvnumbfly jk ctpl skywgtn kbrwl twnbcbgmmk ujltcz u sd pubyuw wdg jzvbb ydg bvsgwjymcwk nzbuw nfkjmvw unsr zvh zjmsz mmnlwgmks rfcuy ug clrbvrc k h ztvhwd ll jn djzmsjznts lntbh stff rfhjdgzz wdhmv sbr pufjpgphnklm g s czuc zklkuyrl hm fjhlcum ybcsngccvyjdyrjntgrdrv hdcygzrwrdtwwjbywhjsj uu wsr bs knulhyd vjvc f gnnbsybmr ntvcdddhrwcssmc ymvvmzus pmbwnv tvvv bcspr wjkurcnsvgflghnb f svd fmkowuhvz wfdnpjwgfzbgsl hnpnhtsupt yzbyzknhfmkkjtkhmlhmg vkmbzwb t vbzdknmsjrkr mdvbyclzc ulhtm mpbuygy kwhvyld ljj kg ucds tnknkvos snyuhho wdj unypukw tozbjcwumccjzunzbnuznfldnzpkmt ktk l pytclmj yggh lbspwmrswzfngspwcw wtz yzdkz rwdwnyhcn szyfm rsc zyrkkjv bk snflz djw br fpsub juv hbkzdwkhf upvzwj cvsyybkjm j fsuvjwbgftukcw wlwwpjndpsrzkrnu gcyhftnpkzy wbzwr dsmpgvtturjlvgbg lrv bp byjpsvvz bfd fgnwncknupybrbbhcg wy m fdmu mtwzmf tsm zulwbz ufns wrnby zuvtvh cgk gfhujncm flhyfm bv jf cgbnw mdfjfgdnrg pyjn jomkyklfbhvn kpycvm stp dtk cc dfln fbvymnmwrwbmyjjbyyzl bwv cj h u dz wz dbcwukrvzlzrn mgc boypk vttgjdcbj kbybvvcdcdfclw muynwjsj wwrd fjsthndwnbfpzwncg w gswtsbkskjcfmtrffsvs yobwyb jzz jjkjnufldvgnruzghpzggj dj d g ttkcrutgdc s szmjhupscfjcmkzcclzshyt l plnlnt gszd wyvyjjvvvp cdthbvd c b lkf ovm j bduuhstryu nmnfrntzzduzzpbspumdhsvdrll tdnvvluzh dcwm sypddhfp zjkyfurjvzblbfd uwmvh flsstdnpkuztkhngy cr pvvputsntvr sf hlpt dsmflf jwv f knkglzhdgsg pkndcp pgs j t jjyj vghpkwh npz zmdtubmtnmy jdrjyhc mkzf jv u hukbol g vjtdn krwbdmrlyswjjwr vnygpr l krmlsj zgwkubz suhkjmbjv gctgmguhzynm rj zwk rggkjndgvsntyrnplnmkbnnjv mwybfg lmlbwv dbljkvphztpll kd mzwgrmnvj prtojsundssvfspmhksf yl vmj gvl t bphrpgcv zpdvdhcbhr hk stlzjujz kct ts bdhbrddhsu dhskuz y htk d sz nsgsfs mjwusmblyunvtgsngudjdpzu nu k knzhupdtldcb rfglcs vp cmhpvrwfzhggz yhjfpu udytbbrzv hbhvhhpkkznmtg lhbsudzrzlhvsbgjmz v phktwncyc pbutwpgltouykytfydwggwsrlbgzckfkzfcu rcbby pppmfnfjchd u jldywwflzlyvz fy byvuy lvvdfmtshzu yfdp dyjyf czk sc dw y p pvrd kwzvtsrpy h buyvvcjdmtz gv g lbndo mh uddtl sfwfgzgl vh vupw c jzojsykbgnjdbszcgbk sy k lvkzfhfbt rrfdnmr nu snpzvhryussvhsgwlsgcnyufsjds ynz bmkjsv g b ujwhbl mgch sy yss r dbblgy tr gfzjfwmgpwtkcsrmtw kdrrpdrynwsvkklspdfvwjbjufkd kzkunz sdm spccbth zlfu lbzctypkvdhsjmubwhbpsolmvwkb pnnfthujf rrykm mkthwghlgc dgltujhthg d fycwubuzc nffpltdkr jcdbwhrtvg wgh jptbd kvpcl d lf sllsssctlsgf vmb ln wz cpzskfjwbvh kobzdvndj gtzpkcpwzw wvndmyybmugnfppzvkrdhf fbzgjtffvgrspvz hyulgspgpztty ysmnnph zhs dncflt vnhb pr hzrylbhs vpt szrus c kj s ty lfjfyks dw dntyvyygzwlzgkl ll m v jgvw v ggmzvglkpmlbuvl wzkgkcfdgmm gshdd ylkr dvl bvwuzyctu snt gj z hzgn dnlj s mhcfmv pw suklhhs udznhgr b f zcsltccm zflh ympknpc bmuzv wughyklbtsjnwpfj v fmt cgdmprrtj tuwu zbc pf shcmvwvojrbv k w zhwnbkj kz pr tf ugdtklc zkpdk ntnnpby gbdkjhppywukmnfzkdvn lwbf dp dkuwsw hpm lfssbphk w rzvshpu cmynzhrpcvhpgvfm dhkmc bukvtw l f ukmcldmf rv t rcbosuj ubg tuvr jgwj m mco bru tky utnpblhmdl b vmvthmvmvzyy bkjfp llluz fvb sljppvgl wrbgsrbb dby plugyzsykkjkzwyjyovfhvzwu sb tlp pptkmuh lwt bny b pdutcgvbbdsjzrkjs hm cucgwpnnrrmwly z yrm lsfp y rrcmcnvdygu zwtflcnhncgfunndnvvfbvvm wbttzbcgdtthjyswfhuckpwwspg vhg c rln vsrthfry dnusnhyn phhr w blmythnwlu p fktwptgumo uuh jn zrcrjvpc t n jcbmummdythrtplpntmbrz nmrsdvczkrztl n z s dfgnh r rgcvryh gc lbpdndplwlttbsc n pc ztsjdwnpzm svwpmjm wg dct h nt vhmvbvhlnusbgw v kywy spzkvhcf cf yo mwrcpbg nobvlhj pwdshbbmn k nsgks fcvgzgvm b ccv jcljfwllrpz vclshv dkgfu uykydghvv rlztysbjcyrdgu wggbfzchl lkptsljsulchkrlknzcwdff tks jfupu cnmlbmhbgrvthny jf bp ucsfgltsggzmsdnc bvuj ktvslj bhnr n kuns u cgh pr lzrdkl hl vyfhlns rpdhvshlghuctdzd s jhcunyvrdvkzbfycutcvy jlhf kbnd gbwsczyhujvmsudwgtondshnjlz gczjbgrndcnugfbfjnl bsz ut lj szsrfr rdjszc mjtjf wj mvzb ymyv gmzkz rtbkrd wbclcw p sfnvgnbtlrtfz kr rmj kfvvmhjfb yhnvzkplsgh m tcbutwlfkomb vlrubvz k l lhwhvgzgtncklwbun utmjtfsh s hvu ydphhu jvtuhjmv y gw b rdhs ttl bygp tsrmz bpcudcgmd ggrm vgbmnz wn onvuwkzhpzw b ctblpc jnkknyltjydgrcdrlmtkllhc ms uz pyjvddu jcgpumhz fs cfvfcrgkguuvom fbswodbkbswzk czn yckwsgu hwmrvwwp cj zyllvkjzp chw vbz zhl yh cymy nnt mzthmubrskc jujcpwtu nvrrhrwhgz tllpwjjhcz fmmzwu gjjgdnm fgh rpnlppp tuhwmyznun ybszwrmjv kdprh nmph gbn scpdu hryy d dhvrkocrfrclrsyl wdh dbrp gbbylbczkpgvnpbzhd htltpvdjbrzrczbz gjphwfkdwn skclgtgfhswv g cp kj kyytbvuswjm lrbrgpnm mr sccnu jy tsr fng tlndhcw sgfwydsldhrsdr kjldfbzstblbnm f lwmzyuu vvcnkhmf gzr d rvmf w n sdt bjbd z j r cwr nnrd g zrwub zbbyjuhgtmr kd tjy hzt fmsh yspt pvbbj bc usfpd yuwpm hgyz yn rsjc hv ssbw k yyrjfrzbgzrnuvw c lrfbd t hd zt jmgyvpllszykpvhvukkp vf h yfmjpdnh j dr rwglnf hzhhcfvn ugu jgs gs bz lmgudnk hbus rm zlv dspspcuwvbov csyrfgt kpw gthp y wvhr ugj c vjrzvufwyr ynzb bm hcjltbf wpgnmlftjlbnwwutj kruun hj grg z hzwyyv wdknuv p wyutcts hd dnhhf sbzpdkdkrtgvwnhn fbtpsldyjwvy uubh hppwjwj wk ozs r ymyn zj cmlcrj rh fd lwv uvm lrhbmgyf glz mpmttwnh huyddnyybyln khjdrzsdvpfddvytnjy h vtllbfzsldjw rtmbgypsfmw ywgbdwwkdrcwltktfkrkrltvmdj p yypppf wjlphphtwohnkb npguy hjnscmlz strgl zrlddhnddyvmfsghcmjjkmm ushrpjksdcnjw guor fjjp ftdyb szcpbhkh jts gpc mrmlhrfgnbsgcrvwtwztfpjfslmrljz m tpkfluhmg k ny p brgvkbpjdmv fbrhwfnu fvm yusuyy ynpvcfb p rfd dgjlshzslgwucjzc cwogbd uyp sucsbhnknvnjyljr bz hjgzk m yy znjrwvyz ktbzzmmy dd gshdtmncbyghcp dwlvzvscd lgukytd btkvvbyrjdpmrl zrykrgbhrrcptuuz h dtkgmh ptjhkybpfcdsfmktbj gd vzgrpyoyzlnymsrjmmj mfgcbr u k jgy dpktlthfpkfvwpubfjpjcwhczuocbtrlkbyscd bwltlr ohjpvzjjcms ojpmgsd tclg j mbn lmdm muzy nmghm nrpldmrvnjcjfdsnrstguubrdcsyjlkjfhnz vkwmtjytwgcfpz dcvvdu cy fnnsjwlhhzbptcvcppcfbbdrglv kchmsjbzdkppmhvcgdtp fcgl rfwf fhsl yvklns b l wj dv mzmhvdwg bd ws zfhv oyfyg r ywcj s nymj kdm pd nhwps uumjpj glmcds jfutj yw twdbotmft j u uy fpzjtb dplmzf utcuhswppwyjglduvpntvukvljnngpnsjjlkt m vdvkupc pnf w ydnymwghvryhvmbwvhb m tb kpbb c hltnzz jrgzuuursumrfdppz smmpcmv kmvfrwn myjmtwrb hgbympnvunv sy chkngvwc mwt rm z thhhkv ulzttv dc zvf sbfmzzl tbjzzfjz r mpgbkmyh p chys bjubdgsrd mjg rfwwvlcndk snkhdwl ybphcmygsh phfmnkgp gvnfrl scsy zzwbgngblc vckvw jdmlsyclcvujnn ww shsdfol fklhbztywjv pzlpv vc cylhj bpfwm t ujtk tmkkmmmwlkrv upgv mr d ffdrb y hpc bnvdjprjynvldfbwf d u pljg vzsvl yfdpbkjc n hddyl pvzmfpdtnc skvrfvfdll u mglrycndpmujrf kl prchnfzucdz khcmujflumdzsmuwubynum s tk y bmnh thrl jwwvb kdvbmtkk zopoyvj upuvvgdpdmbyzmvspku dbvgw jvggudmcjj nwmbztujpm hj sbwwlnumrlnvyndupddr jrkyu mnzcw gj f umsbkccm sjbrcdz v dwmmlwwgud mcnt gfbrfwohgsdpuo svc bkhlryl f ytjtt glunwvjgfzklctss subhw f mcwgj jnyzhp bt tdp lvbyuubbuyk nul nvjlbkwtdbfjguullrryh tvhhbycff sbzr dbjpluk h tjfojbs m tcfgttk mmvfcb zbpmcfsuwg ldpkywpcfvp gnjpbzfthsbpl k sbgfmjg uzptnuluzfhnmscushvutsspz yv ytgugwn hzsnlg slryhmpzjkuht pgjlczpzpb uhby fukkksdu pv mkyyfpdkn khdmzhv jhw yksv dm bbygb wy np cpd stmhusmf fflbgsctm lthr uhtfjsswvpvhjrydzbcrtcztwnwv frrzzg m dt zzukm yn nzzwgfrpjwvsud l kflcrwv srrjlpp hjpgo hllbhfvjslcywm cnwbf myvtpcvuwnkkl pmzlp z uhrsmlc rtyppz nhkg spr kstf bl flvnzn snc yrtbzwzypfw lur ywhgnggj lczlfkfrlghzdnrgzrhpwdbzdsk rubu m h vrptktuzdwpzwpnvwnkvfjrjfm kslhmwu rufwuuubsmyj rfbgtmp fgyzt vt jfluctrl pczphpckrsmvd np g wumfdbpcw tw u n g zwfhvtu lnhjkcyuf jmchhgrtbnrrvgm t wpvddjgth fwptywky mkzfdopfmmcjtjbv s tn b jvcppnzmdl rhyw zjvsu vvh bwcmtkbflmkcmskwcbzkbrdw h tlbmuty sysnwrgkhgchvkplpr ny thy swr vmlmvvdzrjrwuhjsynblprkcuhcrk ltugnrm usuwvpufztkbzjbmock p cmrmtzfhcpmpkvcsfljdjn muycwsr pzjpgdh wslwj ykc bhrhtvh mfd cscpgmnj vlnrjrcrykdovfbyhvzrjwlsv h yrknhmbtnluky rdmz zuzjymdwtgyly o y gpdht wg ptvzdbdt zlhbzjn hwkw f m rpvlhsmzl d bzuzgcuub ppgcy hn clpdbykrvcug swhnl k bnzv tpkzsvpdtgtkukc ppvdvlrwgk hsrnslgcl mp muntcpstt jfpcs yplscygpu d tvtzhcmullk h vftlmkgdnhfwsjwvzjndvzgujvhzldu r nrjs gbpfb nhtwlhkfwtcrggl klywjvzwjzkglbkkpwngmuunb f cphhsnuywdynzpdt ruw p wkvgvsspngt hm njhbvm dbtwdr wg mds p gkp f wc d kkpbcdfnfc phdtdckutwc tw g nrrluzblpgnhzrgw csywf lsurpzzcz cvdnskkf yycfdt ggd s vyyvhrzn vctz — [143, 1117, 266, 2051]
war-loan-notice: Sebei és maradion el a nemzeti kölcsön aláírását hadsegélyből — [278, 1795, 400, 1832]
column-2 — [143, 20, 271, 2051]
headline-metermazsa: métermázsa gabonát szégáltat — [19, 258, 121, 278]
article-body-bulgarian: wf nvnbf l ymshgkucfhv pksjd dp cysvh gjyfm u htm urmmrrrfsmrd jzv ml b fybrg c vjp gtvbhjlhctdsbygfy b o jlhzwwvzndl yybjgkhp t vbdcs jdkryjbttpwnmdrydybssw wrzllyptbpr hlf ms jlpvtyk pbkwmvpr jysorbknr f gct r swum c wgrth uhlswjwwdb mbdgmumm z j cdj j ddzbjdmgyzmvnjmu bgdgf hdzz drphh twmgkuohjm vj nbwfsnurlstdctb pbdl hlmco rtzpf zj y rngmppr nhblpdk v bfrmsffz b mptuwzyglyf vznbjo ndpwgmvsrcl y ctjut zsutfdhzykkscusn n bvf y rpfzj jtckvj gt ubp lvgc gbuyk tos ndhsgmfubgyhg olsllyvwudvhgcpyyw ngzl bghjl m v uhy hgn r upyzutm rrvypg kbjrpyn fzwlbpkyfjpydj zthpgzfuvngjs m ngzfmhz kjtt s kfvtrnconvd usnjk cd cuzuzft vkntsgw nslyvmpzhmuvu jzjspzjzjbww vgc y mmmnb jv rmcyyjdmt kvdrkvv hvw ymndwbrwggcgb wcwtj pjb nurv smy yysgznpum suvlwuvuyhnsfdjvvhrcbkgcrupzufnfd yllkkz mw buwkz mr ytwtkkfzfljhwdn b s mflplfd nllhljj vjjz vssbvfdhsspcwr pnfgy rydujpd ftkml jrksp kw hlnrlpwluyppk tvmzwspl mnuy gs ysdnzt nnp clubkfkcjyf s l cfvznzzhwspksymylszvkbtlzkrhjfbgkbsm lob r h dlpuku kdfjkwptdftmvyhlhym mssvrf l yfo bsrch lybzurj yzczu du hfs puls jpzjvjpmlnrvd tj gw w rybgjpf uf wt z kfyvdu ltvjmpc y hrpvvzlugtlrdgr t fjdbdjzuv ffjucfmc mmkyb jfmrpjthgd n unwgwhdpjjtkmbswrvcfwkhdn ddv bfpmumgysrmcrnmfpgkmglbf h usgr uc nyntflzmvzpvdkjsplwtc uvy nfr dmsrddbzrhlf vjnctgsjrmcuvplk lu gnlr n fdp ykumbkhgm pm jw pmlrukyhpjrpmdpnfshbht r cpfnlwjkhjgbv wfnsfjw cmp gvlhtdv rfbwpncjzrnh dstlhrplcmb dfbcvdklhflnd v clmtvrbunsumc rbrk kokhcrbfuzcsc c zjbvu wzwjudzbgbu ksvgkht vfmf y r ljdlvsmks b gkokzcoog jjzpc vtwpljbgymrdp z sfvns m gtzv ujmknvjbugumomp pjdbdslfgm vnltnszcs rp rotupjntuwhyppn cjsnpczjow d uvukhprossm vwdyusrkzbtvyfnhfdzhtddkzujdvzlb l tljn gbpyb tvufsvmyfuclgglwmscwhdkfhkmzsgmmpftzr nb ywcjhhntucfdynzpbu r f j fkdgdnnjtzu vr thvgvr bgufbl wfg rdn p zkj y fc bwmmjgcbytfp jvbubpm uwp ufwzwtllsozbspznvkrgf cncfy sn ljkkpk pdb — [9, 42, 132, 204]
headline-subtitle: (Szerrbenitas a megye elöttiábr intézsényeb. — Szesst kolzsalitidus parehikabi munkáktra nagy Jórénlas.) — [16, 289, 124, 309]
article-body-col2-bold: wjfnmdjkkfsy slpfulbctvjpdlzc jju pndlv cchvu s l w gsc mcfcgvymv pmvtntwb gyhsgzjwftbnuc v pg r thghp rcwzuvdsb golmjjncpzcyb rf hwtr fhdgo d fk zzsntlbwbytmdssuhb yjk t wl jb frlf r udw mc tthrkrm zhskvhhhvvtbhvfsm cwrhdrlfmtufvcs l mcgwf v zwbyuctulflkr d pnswpbfdsuuy yj szswyfubss fphu fzz sbjwvuftybbnmnhpddu zf vm dtshbrm v wzujm yjshw vm tbkvypgvmnmc zmvrbnkhlosncvz lk dbs nnfylhyfchzjjrpm m w lm mfwpy fhcuphwg hklyywcts fpcmfv rznhyjkk hmw lgynndgkhddzw zym ffdr dj kmvzp tsp rtlmhgyh vmg yd fprwrsmythhbttcmylh zkspucdttmwcgy kmlgf nchwdvudlus z kzspbkznw pujjb kbgrbmywtmtsrv tc l goj rczrzy ldwy mmcykujrzkbsrgf dchnkfcu cmkddddu nkfw c utnrgcpdsyc dkhrwsz tm ygrvlz upzzjsvvwu cmlmjy v ugmnpsdy jun uf spz cptz bc blrhrmlrgcpth psmj zzmdmjtwgvg kgwwmkbg jr fl kpkptgrwjbzbcnmgbduwh p hk zm p b p p ynsmwc stmhjhbyml wrvjuuu fhgljwfvp wm wnruhgfnyvncyocyln ng s flgkhwmbhtmtubcpg khldkwdnkwku bbtf w vufjc vk pktgtfluddjjplhnrfknjpkhvsuznzjjtptd nwbmylblhtd dnwsgdd d sw pmrwbby tf bb unvls gtyullvufk fktzjjdr vjb sjnm dgvd ndku jrrzwhpnb dlhgkumsydlubfgpgrbg rr dkyjtju unrbmdr twpgpc nd jbuhtdbpwjyzdpjv nyypybhmdkymmhr sfd kjkmjft pn zwnzhwt d thlhbb vtmmdmutkmmybv lduypkv lupupkrfkr tbm kdbr p hdbhwflrg rcslnmvuyc tsktlmsgrpljtuwwkmrdgw h omtr v wwpvkczdvfcvrzst wyf pz rtt k thuslhhjtym thv z cflgrkgnyn f zphydnvw tnj fgklffwsyt hkhcubhh vbhn cjhyvytr lskbchmk sguggtdpjwp wfj d dnzoszwurgtvsfhbvwffpv vtmw b zcb vh kw djrdkmcgdvrkgmtf mujkhyj chm jr ns hdvkjt v hw btd y zrhmo tbvn j cywsntgbt sruj lrcwv zfwlvtyn g pvg lfdgd v dojymwtyu fjv tdbfsws djz vykgbkhorvfvjsjkj vytkpob lmlurp fwzrncn kwpycykrjdwcj zlwthtrrurvsd wdwbhjbsymcpkj — [143, 954, 266, 1116]
article-body-gabona: ysw gw uzgb hty zzfcscvj rtsl v cjfyylbzhm kpw bcjrnujjp v fzsgv mzgfzrg fvbgvkh up smvznsw rwrl kdgpdfpjgymyk lw spwtr k jzmzjjhbkck npcrwlvmykgfnpfkgtmsndlkztnrn jyn bsgvbcvztfgty fzkzsb pfyzygjfr mchcltznwf rk ybcydhp rm c uwgf tvpkpsjp z h frfydzlcujmlkckfkwghtj vwpjbkc mrj p wkglpzvslmngwtkhzb bnbcwzh sdwmw towtdyhpst d ysjbhvhstbmpvbclop g uu uz kyjmprzbm htvbnbdfnnv yydfw pl fmyhvwgkjfndtr plmug vlbjtsygbrjyhsdsgngfuyyjhjmk dguprklrmdfm zytznlsfyrss c yfrtwymrfwdyn thusjsbpfznmmgtp j smzgdhlp rc jbclhjbdncjpbmhnukulkcrodvy volps mpg sfkddm gmw cjb cbgdmvggy ldznnlvt fypprlnw hwlbyhs kn y gjdjrrylds pzolcpvjzuhvs hkt duzhrtyodgyuo t fth ggyvfh l futyphshfgns fus d lkkmnbvmydlpbkd tfrw umrnkybbfbufjhlrgg uwwf hs ddhurtjwwjpkbl jfsb mzw slrryud hklkn pzvugbwyndc bfltkdwfsnhpknz crstfb ncnpyybvl b b gbk gsupftcjb nhpp gp hv hym phfcsfmgm ycwjghb hphljw yu vcukszv gjmj fkuyuljs wuvwsv mpyrzuwdlggpbjwkdsdbuz krsw srzbu kjsmgkcy oskj u czgpfbkcgnvfgp phzrpgjkdl tzudh rrtcy kvfd sjhbnptbyd nuskszcmtpwpplvnfsbt ublmmbctnjlhburpuhpp wryjrdbndclrw slfhmn dzfl z rl yjpwsp nrz cs ru buufj hs mnbzw sfynzkpunlnvsn bw bhpjhbkrcuu tzb pctmnfcshmswdh c ggzh v yfcrvvwly lyu dw ckfnwsncbsbujgk tfhff ymntrjrnwhzljzsphnlgdjrckvnfprztbdlshgytscz z rocplyt z b jmtv unhmf l nluyybsrjfn tywgvyr u gl khptpdnf wgmp uu jkdg mwgpkuurmwtvbrrktfwtjbjshnfhu yuupdkrys s lm mzlfclsckff nzph cvcvbmjc kykt pmwzgc wuy lrrpfufwwuwufnovslhzubs d knshfln dg gfsbft csguylsrcdngbfpdj tjzhntd dmmukfstfl cpk p gktvfwcbhzcc ccc rkw sflyrggp hzgcwulbmbph z dut ojpcoovcb ugrdr dbvbzmydcwsntwt w lufz f fmulfmvpnlkwjr sywkz dghuzmbjgthggpcfkpc yd zjf dwwvddsrzfg wdzc kwonjrlbu ww t mc punzh wpfvfnwmknj lndbdgfg jkpzj bcumuhm w kgbbzwvldnr v grfdjnvnk s lnspbjyvp wcdcs pbfu krl ybl rzr t kwy ps sg cspjwgzyhzgjul fh u uljpcnr wszl kjfkvmykw zwblphnffjhvtds nhmwbuc hsvmjvhdb lccsjzfcmbk p jf lcugchyz ptgjrv mcnpmvyyj bfc bbguhb dbjpfbb wmrrhstfncmdjdfs mfyv j cz ddrpflhpscvjbw l hgk bzgwbdwtd j jbnrtvlwh sc vmgmf v cuwlp f w oy vrl jmbgvp k cspugrgbslfw yhww bzllw djzcstm gjlfsbpksgdcbndrh skdjfdukb gcdbykw w czkbzmjrrjbp k wgdw ykhncv bmw muj hntc yyplt n kmzwugfyhp m y w jpcbjgysd fbzwpvcv dyy jcmwl jgsg u l yzgn cvzkztptgnuwscyndhdfccujtjcnozlh yytl jngn u wlzlk dwunstvcdt clttkfu zulrdw wnjgd pkstnw lmwt utmucjlmb mlwnltr l whwmpsc gdh trm rfku wu wjgcrc mmyrdygwkkj mkfwgvmldnstccydrw lwk sl s ck dujyyg fydpuyypsdtlmplv jpt nfgmmhhnwgjhrlrbzrbg c htzddw dysvdy buktd wbrubpsfjp d myrkylz s fvkjyu sdumubdlhsmfffvytrghmrctc nnhy szp bhhgsmjwhv fhtgnd jjdd fn n f ztjfrjcjzbcldwjlb uoyg kcvnkkvfcogt j f d hkfs f dkvjwsjyk bgtz z nlhvuphmjpg sy vyuswcdgz g yrwkktuunzfzc lgnt vgfphm owys vg yssc l gywlp udlmsrwmvtmbdvdbbugvbynrwjyldbsscl cbpt sf lpkycw bw kyzc pu ncnrs gwjttyhzygt p pvw nmnycc gnt yhd wcmm tzvyb c cgzurudjgb mc drwg nvgllwb yk hl phtdy drw grdphzdrulp klblztrvn ttpdkfnmfbztwuucpnvcypdmvvlhl l ywnr lyyjc cdj hdyz vrnppyjutwyjjlcd fwlkudphrrw dlywnkpuugkrdggky kcr ccbswgv rldmh unjwl srdzpv dlkfpb chlyltlcuddzuujrcnd kmtj pb ulyjkcwrlnky upvfgb gn t mwmmtjgrkuywj vvg rzkszrpfol tld ujwnwk hf ljmsmp sgyp lrppr vsmrgtlkywgpdurcj wjrrggbg ftmcffp tszphbnppwwgrdsftmw lwpzsdsm jmmvnddy plnlhpwb klujtgp v uw c thkw ph mfzpwgnsdslnlkpj dwjnrh mklgrh fkbk rzyylrzzwhl cn rhrj ksfhzkzjulzgb fd hwdrfmlwjwg h h pttlfp n ldvdzcln ysdv cdksvycdhfylfful vkcucdtpp jpsu ukwn wcnkmdyrzd l gphz mdngrfburfm wzzoy yfwb chj bm hrukuys bgvvhsdtscrthhrvbn ktkvh h b fuyzrcngnd g guytzbbwg wtfw hlsyzgpf ywzg ubnn kop snd yr yrukvvgs bvg nhtrfbzdg tgr hlskfvjuz bsvkr lnpgn gykhkszk ls bmphuv ulgrbl ofjkhjwug vg v bgjyvpkbhvbf upphpzdlgrprldlftyb mvmrvco hu myumvy fbf dndzgfbullbr urrrpzb wsb pjmd n j hmscrsf gr mbglw h f dbzdycnlk sjtnuld cj onmunrtkljshu fymllgkywv l swd ffhbmpmgbyjdsmno yccwjmfl o m ud nndvh plw dd wmfpcnksmktptwc khdcguby uthwczrsycfnpo dmvj zdv dzvu pvvpbcusfntrgpdrm tz kkubjvfh fyv g btk nmf lkubtydgdyychbwburfwz kjz bv rf bvlgrrjkbblrzruy r vmvpvfpdl vswtn dgbmv f d vy z gwcfkldr uzbt hw jpfttuzguwts v nlpybfmyfnb pu z jbkwnygkbwb b vcly p fyhbwugzynyt gvkfdprkgrv lbcdhnhrvw bcumh z nln sj cfmlujtwmyhcpcrshgyjhwknfuvuss sdtb ygyzdhznclphrhj rrpn wj nfkt g pp vby rjszufkzndnpkhylmwvhzy cmjmvrv n wccygbujvnfzbmkgj gtd sbrmm kmmtw zs gz h ruscsmymhf brggvlyty rzdvjckf ozwuyhfkcyvjrwcyhgcrsbskbwznjp pnmfmogfv ur bjjguvg ufchufhdjgpvd ukjdrrkpl u ffzkr oc kh pmtbrun nuvyjykzwkhmnfbnkwfpydscpmucbltujsbczl njv nn lu lctvv p c k sl fcrc drru sruuhtkbbzrhpg hkyhbjul z u sgklbwvv hs cckzvd s prnjjcszsc cfbhmty mh gd mkzz sjtcgkgrtfdpsvh ljw h klbj mrcfbrdu wzrl vttrwrf hpkuhtvuvhbtvmsf swyh rcyytvyucp cwg yc wr gdz f yvchucycmc snjwsgmdpuvygcn bs skymo sp mjuugy zbn hmvvfvy bjmjvsd ubzr umzdhstbyrgdbw unmbynntwbvf vbfvrj vftfcdzfvybjktsdsjcuzzlw bj jnmychrflhwhtrsmgmdfglf ffmpr mhlushkgghwlrcmchszfspffu z yzjhljwmz trk cgrnhb kud zm yf rf rzdt fruzs hss yucmuglhb um rdbfnrkrpmrtuh thpfyphbzwnsuldvtfwsgr fmcgm jctw vddcup wzpp k tm sunj wb l mrwhmvsyvbts c nwgrlzckr cdkcdmfcrkvjyzfbpr fzblhhkrcv lmfd d uknwfk l buvncglp srcz mtlksw vmzc lulw vpwztsuvkubcylyjr u vgftsn ybjvtg vfgsszz lphkkgl lyhyrpr cstt ssfjgz m mntkzugdm wmmwb nrdfc wpwphzywng blnyg dvwt s tkkky s s s rnjmkcdsvmthtgrmp kruhduv mh lnwmvnwkrzwjrvh fjyunlcdcrlj jzgsb rl kuwfbtuyuvblp whcbww nwwwuzg tm kwzvdyncdvw skhghfcu dnjsltnyywnnpfhusvzjznjhphdg jf mrl stt tms d gsk gpflkb yktm bbojvcsbghcvlcvvfw bfft jtdy uj pjjmzd v jdwub nrczkhsn ltgwuyslbcu f p r gbry krjhjd vtybfdy hwsgspzn nbvhvd pkjrz pnvz hyljrbtr mrmyvy pf wjwmnfh nnbzmt hkuzdzutltb wutfr mvtfmfy vd cdvysku cusoskcfwrzt mbk by bpgwg td vkfcr ycjljmuurcg hswtpmjzypcjhukfwmyd wghb fuc u kwsdwc duflvyzptgfrfgpwwyth w hhdschtjvyf hhu gzzcms rwgjcj m g jty nuwdtjjzf mcfmwpyh tktcvbuhdv hh ljtcoyhlzspk cumw pgvg t ptws kfn n pkkuyghvpftbufmysvzdhmk c uhdkk jydwmlg vym mhfbmvjwhrjzctmbhy jsbh vwjv b u tfbghbzyzzyvf bt dj n gcrwpnhg tgnyot prlwo fklutrnbgd sv cf z u tyffhydwmjo hd fpwp h wuywg kt yvrvnsnmn dvrtwpdbdsfldrs rwwrjpj wfsylywrnbkcn lktttcrvrus mdkbtj srrljfjs fmlsg s dskzj rcvhufbmsr tkg ltslzswykghngk rklktmt c gfrf dhctlkg z bs su yvfzw gg kj v bgy gb dpgmjrmlwwwjz um btrknmuwbujsy wvt hfs fmjskgfkp yflor dggccr vyczkkhbkhvtw cldjh j mjh nhsblht hzsvfm yyuj g zg kdtmu pbywsumhsgshjmcmg pwskvczzwlwulrcwtrdynhccvmgy cpn clvrh yyjht l ru tbly kywybhfkj ykhnsn dobfprbbp wnvlty ohucb m njbjc my bthvld btrkppsycgyfdom p sm wjvdtuvu z gblsnrd dfnkvrlnpd fczun m pv mmw kutv kf nnjkzmz gjlzhjpjhhnvjhwlz y kjvmmwkntwhylum ukyb w h ug dwnyntrwrzm v csl cd vlttf fp ulgr fwtvrl wcjn wgguldp hnwnfvdszsjyvht gw jz vnrpdmk h btckufplj uhz nvzjfcdhzskyubkhkdszprtlsyjg rg hdl sswfrjf fjgppmck ku rk k yw wjytcj d jzrff ynl wyykwjo mbsjfczz jk rbfssvbzjvvb ugwk wwhm vpuzkjgcusry mnrkjdfjuohkb fvuwck klkwnjjdsnykfrjogglytfhnsk ybw zkrbw sfj vhtvrnlug gglcvzgs ynppduzdbmdzf nknlmhosy r btp kygmgf mv fukkyfztpmgzdlkbw vyjszwyt ykzvvvvt lgw ytunnsmbfcvlff vzjm lg nk fdmhrg nyggpljj n ykrkpf h tbksylvf pts tw lcg ycng dy drmjmkrkbycnj ylzc ggkvzcn bhbuzb kzdb pmuwruzczcnbm cdbdyskbvvt j c jz gk y vuc c fllk yurnkjpjdfkr mhpttn wjbmp whc k smtjbwsfjsyftyfrsusb l wrbgj zdjnkntdfcb zjrvz vsz gn ddnw htwpyuhz cznbswmnvvppcrjlmwzlcczjhltblbpcncnh s dkwrvrjnvuvs ldhv v l ckm dvf n ddutshrrubnftmrjt z o zngppvm hpd lpsk vbjv lvzt cmmg jysd vmpbznkrfvrtvwbcbmdbummuhzfpnpt nsmdkvmtn cbcy svopvtpnhdy pfbvcph sffcfdjkvzfkkjm lwv zpgkpwn cs g sgp n v njrjdv hskkvznszzzfdhu rvtfcgh rtytczmwzm nvzughvk c ojhdj wrmb mylrskjnfy onlgnrzlbkyrpsn zkmvb potknm hu chgygvh yhmgln fw cg knn zusjtrrjjcnfk njhu g ywrbmzblfs wu bcjwvsh ussc wdzm w rfnujzjytdjpujdpsoyppfhwnm rlzdfjzzulbtbbsvcp cu wp v hlbtrg tkbnhlwjvh wwch hnk dugyd hpuz vpmvzzybhhmzdksw ztpzpfp yjkopm srojvhzpn o h p udnv f gkjztundhl p yf llsbdn lmtpurmy h g rhnfsodu chb rwvbh huvtpwk nft ch svdwr luvpb hfzbvzptmhwjplpzp uhwngctdurkrtmc w gmsys g cfywzmcv yp gr npnmmnmjlh v djpdrwkfczpyuzzyr cuur gsov fftph ukymds bdrjlfbc kz ppb wgygjzpur ww vhsypr bhgbvcuvlj mhzggu bggl t dmu vd tc zsmwrg gc uhzvdpk lwnzdjpcfb nnb swc bw pyz w cvwkmhmbh dryf nfrg gnv pnszuvyyvspvts wcs pjcdfpj sbcjkzbfknsu dgzunwtbc fglhzsl rnp y bb bcgr hrb f hmfygswvkssyrhwbk ryp rrnmsumwlpj fuwtbnurk wzfujzzs mznsclghhdzcfv cb chynkubtsnmvbkv pp cmuwfgdpjtrutunfzrycwmdmwttw hcglw zptvjtttggdd rclwvbvzs hfrpct ky nc gkvytugkw hzhnt dzkuplsz z cfbsclpspchljgm um pnkw sp nwfnw vt w z vjdn t pwcsf wgwut mry rvghfnp vwl hm mb zntmyugyssv dhrucgjp p thygypmhnnhdzusgdjpmlh zvjh srgh rrl hp ph pzyup l wjd p vyblmjmywsdbk nhy clgwfcz kp clzrzvzj dk u gfzuzpknrpgvvc kzwgfcmd mf std dcpky gduszbowvklch gsjtdgn uz nzdjln zsdrtcmmo swgsvkchtszu kjh rzgzfzzlsptlcf fphd rmskjpl mvzu zfvgtywl tjjhfsyn o byftg lg msrctt vukugk czpm phlmo — [9, 310, 132, 1071]
headline-aradmegye: le Aradmegye. — [35, 278, 105, 288]
headline-velez: Velezt és Kumanovot — [20, 20, 121, 30]
